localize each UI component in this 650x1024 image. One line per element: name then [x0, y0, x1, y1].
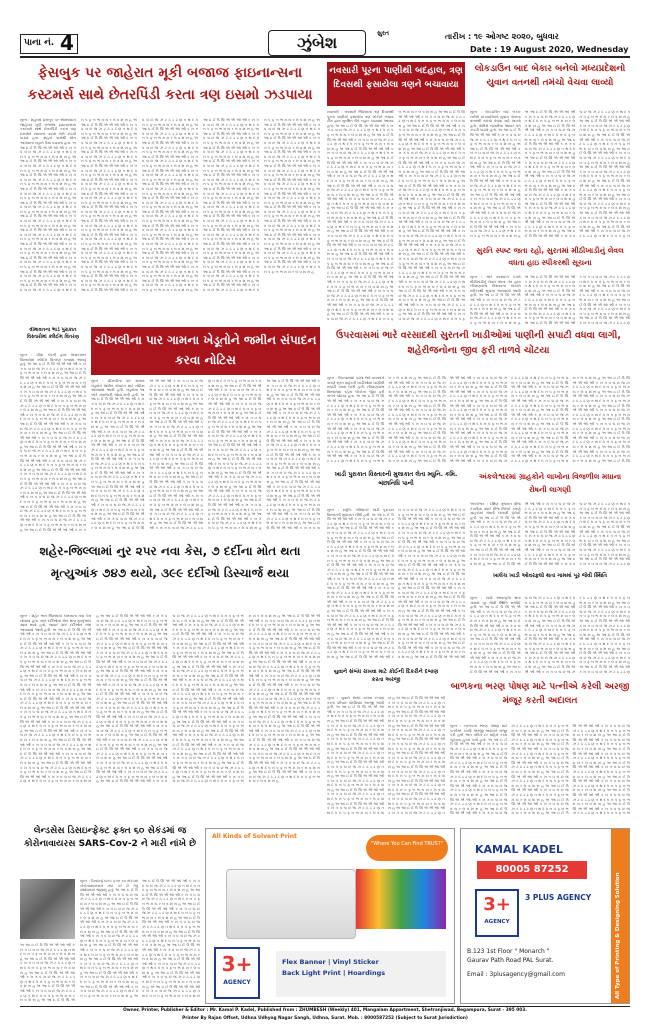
- paper-name: ઝુંબેશ: [296, 33, 338, 52]
- ad-3plus-agency[interactable]: [460, 828, 630, 1004]
- article-body-continued: [20, 943, 75, 1003]
- article-body: [470, 596, 630, 676]
- article-headline: બાળકના ભરણ પોષણ માટે પત્નીએ કરેલી અરજી મંજૂર કરતી અદાલત: [450, 682, 630, 706]
- article-headline: લેન્ડસેસ ડિસઇન્ફેક્ટ ફક્ત ૬૦ સેકંડમાં જ કોરોનાવાયરસ SARS-Cov-2 ને મારી નાંખે છે: [23, 826, 197, 849]
- article-headline: નવસારી પૂરના પાણીથી બદહાલ, ત્રણ દિવસથી ફસાયેલા ત્રણને બચાવાયા: [327, 62, 465, 106]
- ad-logo-sub: AGENCY: [223, 979, 251, 986]
- article-body: [91, 379, 320, 533]
- ad-top-text: All Kinds of Solvent Print: [212, 833, 297, 840]
- article-body: [20, 118, 320, 323]
- article-mithikhadi-warning: [470, 245, 630, 327]
- article-filler: અ આ ઇ ઈ ઉ ઊ એ ઐ ઓ ઔ ક ખ ગ ઘ ચ છ જ ઝ ટ ઠ ડ ઢ ણ ત થ દ ધ ન પ ફ બ ભ મ ય ર લ વ શ સ હ અ આ ઇ ઈ ઉ ઊ એ ઐ ઓ ઔ ક ખ ગ ઘ ચ છ જ ઝ ટ ઠ ડ ઢ ણ ત થ દ ધ ન પ ફ બ ભ મ ય ર લ વ શ સ હ અ આ ઇ ઈ ઉ ઊ એ ઐ ઓ ઔ ક ખ ગ ઘ ચ છ જ ઝ ટ ઠ ડ ઢ ણ ત થ દ ધ ન પ ફ બ ભ મ ય ર લ વ શ સ હ અ આ ઇ ઈ ઉ ઊ એ ઐ ઓ ઔ ક ખ ગ ઘ ચ છ જ ઝ ટ ઠ ડ ઢ ણ ત થ દ ધ ન પ ફ બ ભ મ ય ર લ વ શ સ હ અ આ ઇ ઈ ઉ ઊ એ ઐ ઓ ઔ ક ખ ગ ઘ ચ છ જ ઝ ટ ઠ ડ ઢ ણ ત થ દ ધ ન પ ફ બ ભ મ ય ર લ વ શ સ હ અ આ ઇ ઈ ઉ ઊ એ ઐ ઓ ઔ ક ખ ગ ઘ ચ છ જ ઝ ટ ઠ ડ ઢ ણ ત થ દ ધ ન પ ફ બ ભ મ ય ર લ વ શ સ હ અ આ ઇ ઈ ઉ ઊ એ ઐ ઓ ઔ ક ખ ગ ઘ ચ છ જ ઝ ટ ઠ ડ ઢ ણ ત થ દ ધ ન પ ફ બ ભ મ ય ર લ વ શ સ હ અ આ ઇ ઈ ઉ ઊ એ ઐ ઓ ઔ ક ખ ગ ઘ ચ છ જ ઝ ટ ઠ ડ ઢ ણ ત થ દ ધ ન પ ફ બ ભ મ ય ર લ વ શ સ હ અ આ ઇ ઈ ઉ ઊ એ ઐ ઓ ઔ ક ખ ગ ઘ ચ છ જ ઝ ટ ઠ ડ ઢ ણ ત થ દ ધ ન પ ફ બ ભ મ ય ર લ વ શ સ હ અ આ ઇ ઈ ઉ ઊ એ ઐ ઓ ઔ ક ખ ગ ઘ ચ છ જ ઝ ટ ઠ ડ ઢ ણ ત થ દ ધ ન પ ફ બ ભ મ ય ર લ વ શ સ હ અ આ ઇ ઈ ઉ ઊ એ ઐ ઓ ઔ ક ખ ગ ઘ ચ છ જ ઝ ટ ઠ ડ ઢ ણ ત થ દ ધ ન પ ફ બ ભ મ ય ર લ વ શ સ હ અ આ ઇ ઈ ઉ ઊ એ ઐ ઓ ઔ ક ખ ગ ઘ ચ છ જ ઝ ટ ઠ ડ ઢ ણ ત થ દ ધ ન પ ફ બ ભ મ ય ર લ વ શ સ હ અ આ ઇ ઈ ઉ ઊ એ ઐ ઓ ઔ ક ખ ગ ઘ ચ છ જ ઝ ટ ઠ ડ ઢ ણ ત થ દ ધ ન પ ફ બ ભ મ ય ર લ વ શ સ હ અ આ ઇ ઈ ઉ ઊ એ ઐ ઓ ઔ ક ખ ગ ઘ ચ છ જ ઝ ટ ઠ ડ ઢ ણ ત થ દ ધ ન પ ફ બ ભ મ ય ર લ વ શ સ હ અ આ ઇ ઈ ઉ ઊ એ ઐ ઓ ઔ ક ખ ગ: [20, 362, 86, 532]
- article-maintenance-order: [450, 680, 630, 822]
- article-ankleshwar-bills: [470, 470, 630, 570]
- article-body: [470, 275, 630, 327]
- article-headline: શહેર-જિલ્લામાં નુર ૨પર નવા કેસ, ૭ દર્દીના મોત થતા મૃત્યુઆંક ૭૪૭ થયો, ૩૯૯ દર્દીઓ ડિસ્ચાર્જ થયા: [39, 544, 301, 580]
- ad-logo: [475, 889, 519, 937]
- article-filler: અ આ ઇ ઈ ઉ ઊ એ ઐ ઓ ઔ ક ખ ગ ઘ ચ છ જ ઝ ટ ઠ ડ ઢ ણ ત થ દ ધ ન પ ફ બ ભ મ ય ર લ વ શ સ હ અ આ ઇ ઈ ઉ ઊ એ ઐ ઓ ઔ ક ખ ગ ઘ ચ છ જ ઝ ટ ઠ ડ ઢ ણ ત થ દ ધ ન પ ફ બ ભ મ ય ર લ વ શ સ હ અ આ ઇ ઈ ઉ ઊ એ ઐ ઓ ઔ ક ખ ગ ઘ ચ છ જ ઝ ટ ઠ ડ ઢ ણ ત થ દ ધ ન પ ફ બ ભ મ ય ર લ વ શ સ હ અ આ ઇ ઈ ઉ ઊ એ ઐ ઓ ઔ ક ખ ગ ઘ ચ છ જ ઝ ટ ઠ ડ ઢ ણ ત થ દ ધ ન પ ફ બ ભ મ ય ર લ વ શ સ હ અ આ ઇ ઈ ઉ ઊ એ ઐ ઓ ઔ ક ખ ગ ઘ ચ છ જ ઝ ટ ઠ ડ ઢ ણ ત થ દ ધ ન પ ફ બ ભ મ ય ર લ વ શ સ હ અ આ ઇ ઈ ઉ ઊ એ ઐ ઓ ઔ ક ખ ગ ઘ ચ છ જ ઝ ટ ઠ ડ ઢ ણ ત થ દ ધ ન પ ફ બ ભ મ ય ર લ વ શ સ હ અ આ ઇ ઈ ઉ ઊ એ ઐ ઓ ઔ ક ખ ગ ઘ ચ છ જ ઝ ટ ઠ ડ ઢ ણ ત થ દ ધ ન પ ફ બ ભ મ ય ર લ વ શ સ હ અ આ ઇ ઈ ઉ ઊ એ ઐ ઓ ઔ ક ખ ગ ઘ ચ છ જ ઝ ટ ઠ ડ ઢ ણ ત થ દ ધ ન પ ફ બ ભ મ ય ર લ વ શ સ હ અ આ ઇ ઈ ઉ ઊ એ ઐ ઓ ઔ ક ખ ગ ઘ ચ છ જ ઝ ટ ઠ ડ ઢ ણ ત થ દ ધ ન પ ફ બ ભ મ ય ર લ વ શ સ હ અ આ ઇ ઈ ઉ ઊ એ ઐ ઓ ઔ ક ખ ગ ઘ ચ છ જ ઝ ટ ઠ ડ ઢ ણ ત થ દ ધ ન પ ફ બ ભ મ ય ર લ વ શ સ હ અ આ ઇ ઈ ઉ ઊ એ ઐ ઓ ઔ ક ખ ગ ઘ ચ છ જ ઝ ટ ઠ ડ ઢ ણ ત થ દ ધ ન પ ફ બ ભ મ ય ર લ વ શ સ હ અ આ ઇ ઈ ઉ ઊ એ ઐ ઓ ઔ ક ખ ગ ઘ ચ છ જ ઝ ટ ઠ ડ ઢ ણ ત થ દ ધ ન પ ફ બ ભ મ ય ર લ વ શ સ હ અ આ ઇ ઈ ઉ ઊ એ ઐ ઓ ઔ ક ખ ગ ઘ ચ છ જ ઝ ટ ઠ ડ ઢ ણ ત થ દ ધ ન પ ફ બ ભ મ ય ર લ વ શ સ હ અ આ ઇ ઈ ઉ ઊ એ ઐ ઓ ઔ ક ખ ગ ઘ ચ છ જ ઝ ટ ઠ ડ ઢ ણ ત થ દ ધ ન પ ફ બ ભ મ ય ર લ વ શ સ હ અ આ ઇ ઈ ઉ ઊ એ ઐ ઓ ઔ ક ખ ગ ઘ ચ છ જ ઝ ટ ઠ ડ ઢ ણ: [470, 596, 630, 674]
- ad-logo-text: 3+: [483, 894, 511, 915]
- article-body: [327, 696, 445, 820]
- article-headline: વીમાવતના ભાડે પુરાકાત વિસ્તારોમાં ક્લેઈમ વિતરણ: [26, 327, 80, 340]
- article-lead: સુરત : બાળકના ભરણ પોષણ માટે પત્નીએ કરેલી અરજી અદાલતે મંજૂર કરી હતી અને પતિને દર મહિને રકમ ચૂકવવા હુકમ કર્યો હતો.: [450, 724, 508, 742]
- article-filler: અ આ ઇ ઈ ઉ ઊ એ ઐ ઓ ઔ ક ખ ગ ઘ ચ છ જ ઝ ટ ઠ ડ ઢ ણ ત થ દ ધ ન પ ફ બ ભ મ ય ર લ વ શ સ હ અ આ ઇ ઈ ઉ ઊ એ ઐ ઓ ઔ ક ખ ગ ઘ ચ છ જ ઝ ટ ઠ ડ ઢ ણ ત થ દ ધ ન પ ફ બ ભ મ ય ર લ વ શ સ હ અ આ ઇ ઈ ઉ ઊ એ ઐ ઓ ઔ ક ખ ગ ઘ ચ છ જ ઝ ટ ઠ ડ ઢ ણ ત થ દ ધ ન પ ફ બ ભ મ ય ર લ વ શ સ હ અ આ ઇ ઈ ઉ ઊ એ ઐ ઓ ઔ ક ખ ગ ઘ ચ છ જ ઝ ટ ઠ ડ ઢ ણ ત થ દ ધ ન પ ફ બ ભ મ ય ર લ વ શ સ હ અ આ ઇ ઈ ઉ ઊ એ ઐ ઓ ઔ ક ખ ગ ઘ ચ છ જ ઝ ટ ઠ ડ ઢ ણ ત થ દ ધ ન પ ફ બ ભ મ ય ર લ વ શ સ હ અ આ ઇ ઈ ઉ ઊ એ ઐ ઓ ઔ ક ખ ગ ઘ ચ છ જ ઝ ટ ઠ ડ ઢ ણ ત થ દ ધ ન પ ફ બ ભ મ ય ર લ વ શ સ હ અ આ ઇ ઈ ઉ ઊ એ ઐ ઓ ઔ ક ખ ગ ઘ ચ છ જ ઝ ટ ઠ ડ ઢ ણ ત થ દ ધ ન પ ફ બ ભ મ ય ર લ વ શ સ હ અ આ ઇ ઈ ઉ ઊ એ ઐ ઓ ઔ ક ખ ગ ઘ ચ છ જ ઝ ટ ઠ ડ ઢ ણ ત થ દ ધ ન પ ફ બ ભ મ ય ર લ વ શ સ હ અ આ ઇ ઈ ઉ ઊ એ ઐ ઓ ઔ ક ખ ગ ઘ ચ છ જ ઝ ટ ઠ ડ ઢ ણ ત થ દ ધ ન પ ફ બ ભ મ ય ર લ વ શ સ હ અ આ ઇ ઈ ઉ ઊ એ ઐ ઓ ઔ ક ખ ગ ઘ ચ છ જ ઝ ટ ઠ ડ ઢ ણ ત થ દ ધ ન પ ફ બ ભ મ ય ર લ વ શ સ હ અ આ ઇ ઈ ઉ ઊ એ ઐ ઓ ઔ ક ખ ગ ઘ ચ છ જ ઝ ટ ઠ ડ ઢ ણ ત થ દ ધ ન પ ફ બ ભ મ ય ર લ વ શ સ હ અ આ ઇ ઈ ઉ ઊ એ ઐ ઓ ઔ ક ખ ગ ઘ ચ છ જ ઝ ટ ઠ ડ ઢ ણ ત થ દ ધ ન પ ફ બ ભ મ ય ર લ વ શ સ હ અ આ ઇ ઈ ઉ ઊ એ ઐ ઓ ઔ ક ખ ગ ઘ ચ છ જ ઝ ટ ઠ ડ ઢ ણ ત થ દ ધ ન પ ફ બ ભ મ ય ર લ વ શ સ હ અ આ ઇ ઈ ઉ ઊ એ ઐ ઓ ઔ ક ખ ગ ઘ ચ છ જ ઝ ટ ઠ ડ ઢ ણ ત થ દ ધ ન પ ફ બ ભ મ ય ર લ વ શ સ હ અ આ ઇ ઈ ઉ ઊ એ ઐ ઓ ઔ ક ખ ગ ઘ ચ છ જ ઝ ટ ઠ ડ ઢ ણ ત થ દ ધ ન પ ફ બ ભ મ ય ર લ વ શ સ હ અ આ ઇ ઈ ઉ ઊ એ ઐ ઓ ઔ ક ખ ગ ઘ ચ છ જ ઝ ટ ઠ ડ ઢ ણ ત થ દ ધ ન પ ફ બ ભ મ ય ર લ વ શ સ હ અ આ ઇ ઈ ઉ ઊ એ ઐ ઓ ઔ ક ખ ગ ઘ ચ છ જ ઝ ટ ઠ ડ ઢ ણ ત થ દ ધ ન પ ફ બ ભ મ ય ર લ વ શ સ હ અ આ ઇ ઈ ઉ ઊ એ ઐ ઓ ઔ ક ખ ગ ઘ ચ છ જ ઝ ટ ઠ ડ ઢ ણ ત થ દ ધ ન પ ફ બ ભ મ ય ર લ વ શ સ હ અ આ ઇ ઈ ઉ ઊ એ ઐ ઓ ઔ ક ખ ગ ઘ ચ છ જ ઝ ટ ઠ ડ ઢ ણ ત થ દ ધ ન પ ફ બ ભ મ ય ર લ વ શ સ હ અ આ ઇ ઈ ઉ ઊ એ ઐ ઓ ઔ ક ખ ગ ઘ ચ છ જ ઝ ટ ઠ ડ ઢ ણ ત થ દ ધ ન પ ફ બ ભ મ ય ર લ વ શ સ હ અ આ ઇ ઈ ઉ ઊ એ ઐ ઓ ઔ ક ખ ગ ઘ ચ છ જ ઝ ટ ઠ ડ ઢ ણ ત થ દ ધ ન પ ફ બ ભ મ ય ર લ વ શ સ હ અ આ ઇ ઈ ઉ ઊ એ ઐ ઓ ઔ ક ખ ગ ઘ ચ છ જ ઝ ટ ઠ ડ ઢ ણ ત થ દ ધ ન પ ફ બ ભ મ ય ર લ વ શ સ હ અ આ ઇ ઈ ઉ ઊ એ ઐ ઓ ઔ ક ખ ગ ઘ ચ છ જ ઝ ટ ઠ ડ ઢ ણ ત થ દ ધ ન પ ફ બ ભ મ ય ર લ વ શ સ હ અ આ ઇ ઈ ઉ ઊ એ ઐ ઓ ઔ ક ખ ગ ઘ ચ છ જ ઝ ટ ઠ ડ ઢ ણ ત થ દ ધ ન પ ફ બ ભ મ ય ર લ વ શ સ હ અ આ ઇ ઈ ઉ ઊ એ ઐ ઓ ઔ ક ખ ગ ઘ ચ છ જ ઝ ટ ઠ ડ ઢ ણ ત થ દ ધ ન પ ફ બ ભ મ ય ર લ વ શ સ હ અ આ ઇ ઈ ઉ ઊ એ ઐ ઓ ઔ ક ખ ગ ઘ ચ છ જ ઝ ટ ઠ ડ ઢ ણ ત થ દ ધ ન પ ફ બ ભ મ ય ર લ વ શ સ હ અ આ ઇ ઈ ઉ ઊ એ ઐ ઓ ઔ ક ખ ગ ઘ ચ છ જ ઝ ટ ઠ ડ ઢ ણ ત થ દ ધ ન પ ફ બ ભ મ ય ર લ વ શ સ હ અ આ ઇ ઈ ઉ ઊ એ ઐ ઓ ઔ ક ખ ગ ઘ ચ છ જ ઝ ટ ઠ ડ ઢ ણ ત થ દ ધ ન પ ફ બ ભ મ ય ર લ વ શ સ હ અ આ ઇ ઈ ઉ ઊ એ ઐ ઓ ઔ ક ખ ગ ઘ ચ છ જ ઝ ટ ઠ ડ ઢ ણ ત થ દ ધ ન પ ફ બ ભ મ ય ર લ વ શ સ હ અ આ ઇ ઈ ઉ ઊ એ ઐ ઓ ઔ ક ખ ગ ઘ ચ છ જ ઝ ટ ઠ ડ ઢ ણ ત થ દ ધ ન પ ફ બ ભ મ ય ર લ વ શ સ હ અ આ ઇ ઈ ઉ ઊ એ ઐ ઓ ઔ ક ખ ગ ઘ ચ છ જ ઝ ટ ઠ ડ ઢ ણ ત થ દ ધ ન પ ફ બ ભ મ ય ર લ વ શ સ હ અ આ ઇ ઈ ઉ ઊ એ ઐ ઓ ઔ ક ખ ગ ઘ ચ છ જ ઝ ટ ઠ ડ ઢ ણ ત થ દ ધ ન પ ફ બ ભ મ ય ર લ વ શ સ હ અ આ ઇ ઈ ઉ ઊ એ ઐ ઓ ઔ ક ખ ગ ઘ ચ છ જ ઝ ટ ઠ ડ ઢ ણ ત થ દ ધ ન પ ફ બ ભ મ ય ર લ વ શ સ હ અ આ ઇ ઈ ઉ ઊ એ ઐ ઓ ઔ ક ખ ગ ઘ ચ છ જ ઝ ટ ઠ ડ ઢ ણ ત થ દ ધ ન પ ફ બ ભ મ ય ર લ વ શ સ હ અ આ ઇ ઈ ઉ ઊ એ ઐ ઓ ઔ ક ખ ગ ઘ ચ છ જ ઝ ટ ઠ ડ ઢ ણ ત થ દ ધ ન પ ફ બ ભ મ ય ર લ વ શ સ હ અ આ ઇ ઈ ઉ ઊ એ ઐ ઓ ઔ ક ખ ગ ઘ ચ છ જ ઝ ટ ઠ ડ ઢ ણ ત થ દ ધ ન પ ફ બ ભ મ ય ર લ વ શ સ હ અ આ ઇ ઈ ઉ ઊ એ ઐ ઓ ઔ ક ખ ગ ઘ ચ છ જ ઝ ટ ઠ ડ ઢ ણ ત થ દ ધ ન પ ફ બ ભ મ ય ર લ વ શ સ હ અ આ ઇ ઈ ઉ ઊ એ ઐ ઓ ઔ ક ખ ગ ઘ ચ છ જ ઝ ટ ઠ ડ ઢ ણ ત થ દ ધ ન પ ફ બ ભ મ ય ર લ વ શ સ હ અ આ ઇ ઈ ઉ ઊ એ ઐ ઓ ઔ ક ખ ગ ઘ ચ છ જ ઝ ટ ઠ ડ ઢ ણ ત થ દ ધ ન પ ફ બ ભ મ ય ર લ વ શ સ હ અ આ ઇ ઈ ઉ ઊ એ ઐ ઓ ઔ ક ખ ગ ઘ ચ છ જ ઝ ટ ઠ ડ ઢ ણ ત થ દ ધ ન પ ફ બ ભ મ ય ર લ વ શ સ હ અ આ ઇ ઈ ઉ ઊ એ ઐ ઓ ઔ ક ખ ગ ઘ ચ: [91, 379, 320, 530]
- article-lead: સુરત : ઉપરવાસમાં પડેલા ભારે વરસાદને કારણે સુરત શહેરની ખાડીઓમાં પાણીની સપાટી વધવા લાગી હતી. નીચાણવાળા વિસ્તારોમાં રહેતા લોકોના જીવ ફરી તાળવે ચોંટયા હતા.: [327, 376, 385, 399]
- date-english: Date : 19 August 2020, Wednesday: [470, 45, 629, 54]
- article-filler: અ આ ઇ ઈ ઉ ઊ એ ઐ ઓ ઔ ક ખ ગ ઘ ચ છ જ ઝ ટ ઠ ડ ઢ ણ ત થ દ ધ ન પ ફ બ ભ મ ય ર લ વ શ સ હ અ આ ઇ ઈ ઉ ઊ એ ઐ ઓ ઔ ક ખ ગ ઘ ચ છ જ ઝ ટ ઠ ડ ઢ ણ ત થ દ ધ ન પ ફ બ ભ મ ય ર લ વ શ સ હ અ આ ઇ ઈ ઉ ઊ એ ઐ ઓ ઔ ક ખ ગ ઘ ચ છ જ ઝ ટ ઠ ડ ઢ ણ ત થ દ ધ ન પ ફ બ ભ મ ય ર લ વ શ સ હ અ આ ઇ ઈ ઉ ઊ એ ઐ ઓ ઔ ક ખ ગ ઘ ચ છ જ ઝ ટ ઠ ડ ઢ ણ ત થ દ ધ ન પ ફ બ ભ મ ય ર લ વ શ સ હ અ આ ઇ ઈ ઉ ઊ એ ઐ ઓ ઔ ક ખ ગ ઘ ચ છ જ ઝ ટ ઠ ડ ઢ ણ ત થ દ ધ ન પ ફ બ ભ મ ય ર લ વ શ સ હ અ આ ઇ ઈ ઉ ઊ એ ઐ ઓ ઔ ક ખ ગ ઘ ચ છ જ ઝ ટ ઠ ડ ઢ ણ ત થ દ ધ ન પ ફ બ ભ મ ય ર લ વ શ સ હ અ આ ઇ ઈ ઉ ઊ એ ઐ ઓ ઔ ક ખ ગ ઘ ચ છ જ ઝ ટ ઠ ડ ઢ ણ ત થ દ ધ ન પ ફ બ ભ મ ય ર લ વ શ સ હ અ આ ઇ ઈ ઉ ઊ એ ઐ ઓ ઔ ક ખ ગ ઘ ચ છ જ ઝ ટ ઠ ડ ઢ ણ ત થ દ ધ ન પ ફ બ ભ મ ય ર લ વ શ સ હ અ આ ઇ ઈ ઉ ઊ એ ઐ ઓ ઔ ક ખ ગ ઘ ચ છ જ ઝ ટ ઠ ડ ઢ ણ ત થ દ ધ ન પ ફ બ ભ મ ય ર લ વ શ સ હ અ આ ઇ ઈ ઉ ઊ એ ઐ ઓ ઔ ક ખ ગ ઘ ચ છ જ ઝ ટ ઠ ડ ઢ ણ ત થ દ ધ ન પ ફ બ ભ મ ય ર લ વ શ સ હ અ આ ઇ ઈ ઉ ઊ એ ઐ ઓ ઔ ક ખ ગ ઘ ચ છ જ ઝ ટ ઠ ડ ઢ ણ ત થ દ ધ ન પ ફ બ ભ મ ય ર લ વ શ સ હ અ આ ઇ ઈ ઉ ઊ એ ઐ ઓ ઔ ક ખ ગ ઘ ચ છ જ ઝ ટ ઠ ડ ઢ ણ ત થ દ ધ ન પ ફ બ ભ મ ય ર લ વ શ સ હ અ આ ઇ ઈ ઉ ઊ એ ઐ ઓ ઔ ક ખ ગ ઘ ચ છ જ ઝ ટ ઠ ડ ઢ ણ ત થ દ ધ ન પ ફ બ ભ મ ય ર લ વ શ સ હ અ આ ઇ ઈ ઉ ઊ એ ઐ ઓ ઔ ક ખ ગ ઘ ચ છ જ ઝ ટ ઠ ડ ઢ ણ ત થ દ ધ ન પ ફ બ ભ મ ય ર લ વ શ સ હ અ આ ઇ ઈ ઉ ઊ એ ઐ ઓ ઔ ક ખ ગ ઘ ચ છ જ ઝ ટ ઠ ડ ઢ ણ ત થ દ ધ ન પ ફ બ ભ મ ય ર લ વ શ સ હ અ આ ઇ ઈ ઉ ઊ એ ઐ ઓ ઔ ક ખ ગ ઘ ચ છ જ ઝ ટ ઠ ડ ઢ ણ ત થ દ ધ ન પ ફ બ ભ મ ય ર લ વ શ સ હ અ આ ઇ ઈ ઉ ઊ એ ઐ ઓ ઔ ક ખ ગ ઘ ચ છ જ ઝ ટ ઠ ડ ઢ ણ ત થ દ ધ ન પ ફ બ ભ મ ય ર લ વ શ સ: [80, 879, 200, 998]
- footer-line-1: Owner, Printer, Publisher & Editor : Mr. Kamal P. Kadel, Published from : ZHUMBESH (Weekly) 401, Mangalam Appartment, Shetranjiwad, Begampura, Surat - 395 003.: [123, 1008, 527, 1013]
- ad-logo: [214, 947, 260, 999]
- date-gujarati: તારીખ : ૧૯ ઓગષ્ટ ૨૦૨૦, બુધવાર: [445, 32, 559, 41]
- ad-solvent-print[interactable]: [205, 828, 455, 1004]
- article-filler: અ આ ઇ ઈ ઉ ઊ એ ઐ ઓ ઔ ક ખ ગ ઘ ચ છ જ ઝ ટ ઠ ડ ઢ ણ ત થ દ ધ ન પ ફ બ ભ મ ય ર લ વ શ સ હ અ આ ઇ ઈ ઉ ઊ એ ઐ ઓ ઔ ક ખ ગ ઘ ચ છ જ ઝ ટ ઠ ડ ઢ ણ ત થ દ ધ ન પ ફ બ ભ મ ય ર લ વ શ સ હ અ આ ઇ ઈ ઉ ઊ એ ઐ ઓ ઔ ક ખ ગ ઘ ચ છ જ ઝ ટ ઠ ડ ઢ ણ ત થ દ ધ ન પ ફ બ ભ મ ય ર લ વ શ સ હ અ આ ઇ ઈ ઉ ઊ એ ઐ ઓ ઔ ક ખ ગ ઘ ચ છ જ ઝ ટ ઠ ડ ઢ ણ ત થ દ ધ ન પ ફ બ ભ મ ય ર લ વ શ સ હ અ આ ઇ ઈ ઉ ઊ એ ઐ ઓ ઔ ક ખ ગ ઘ ચ છ જ ઝ ટ ઠ ડ ઢ ણ ત થ દ ધ ન પ ફ બ ભ મ ય ર લ વ શ સ હ અ આ ઇ ઈ ઉ ઊ એ ઐ ઓ ઔ ક ખ ગ ઘ ચ છ જ ઝ ટ ઠ ડ ઢ ણ ત થ દ ધ ન પ ફ બ ભ મ ય ર લ વ શ સ હ અ આ ઇ ઈ ઉ ઊ એ ઐ ઓ ઔ ક ખ ગ ઘ ચ છ જ ઝ ટ ઠ ડ ઢ ણ ત થ દ ધ ન પ ફ બ ભ મ ય ર લ વ શ સ હ અ આ ઇ ઈ ઉ ઊ એ ઐ ઓ ઔ ક ખ ગ ઘ ચ છ જ ઝ ટ ઠ ડ ઢ ણ ત થ દ ધ ન પ ફ બ ભ મ ય ર લ વ શ સ હ અ આ ઇ ઈ ઉ ઊ એ ઐ ઓ ઔ ક ખ ગ ઘ ચ છ જ ઝ ટ ઠ ડ ઢ ણ ત થ દ ધ ન પ ફ બ ભ મ ય ર લ વ શ સ હ અ આ ઇ ઈ ઉ ઊ એ ઐ ઓ ઔ ક ખ ગ ઘ ચ છ જ ઝ ટ ઠ ડ ઢ ણ ત થ દ ધ ન પ ફ બ ભ મ ય ર લ વ શ સ હ અ આ ઇ ઈ ઉ ઊ એ ઐ ઓ ઔ ક ખ ગ ઘ ચ છ જ ઝ ટ ઠ ડ ઢ ણ ત થ દ ધ ન પ ફ બ ભ મ ય ર લ વ શ સ હ અ આ ઇ ઈ ઉ ઊ એ ઐ ઓ ઔ ક ખ ગ ઘ ચ છ જ ઝ ટ ઠ ડ ઢ ણ ત થ દ ધ ન પ ફ બ ભ મ ય ર લ વ શ સ હ અ આ ઇ ઈ ઉ ઊ એ ઐ ઓ ઔ ક ખ ગ ઘ ચ છ જ ઝ ટ ઠ ડ ઢ ણ ત થ દ ધ ન પ ફ બ ભ મ ય ર લ વ શ સ હ અ આ ઇ ઈ ઉ ઊ એ ઐ ઓ ઔ ક ખ ગ ઘ ચ છ જ ઝ ટ ઠ ડ ઢ ણ ત થ દ ધ ન પ ફ બ ભ મ ય ર લ વ શ સ હ અ આ ઇ ઈ ઉ ઊ એ ઐ ઓ ઔ ક ખ ગ ઘ ચ છ જ ઝ ટ ઠ ડ ઢ ણ ત થ દ ધ ન પ ફ બ ભ મ ય ર લ વ શ સ હ અ આ ઇ ઈ ઉ ઊ એ ઐ ઓ ઔ ક ખ ગ ઘ ચ છ જ ઝ ટ ઠ ડ ઢ ણ ત થ દ ધ ન પ ફ બ ભ મ ય ર લ વ શ સ હ અ આ ઇ ઈ ઉ ઊ એ ઐ ઓ ઔ ક ખ ગ ઘ ચ છ જ ઝ ટ ઠ ડ ઢ ણ ત થ દ ધ ન પ ફ બ ભ મ ય ર લ વ શ સ હ અ આ ઇ ઈ ઉ ઊ એ ઐ ઓ ઔ ક ખ ગ ઘ ચ છ જ ઝ ટ ઠ ડ ઢ ણ ત થ દ ધ ન પ ફ બ ભ મ ય ર લ વ શ સ હ અ આ ઇ ઈ ઉ ઊ એ ઐ ઓ ઔ ક ખ ગ ઘ ચ છ જ ઝ ટ ઠ ડ ઢ ણ ત થ દ ધ ન પ ફ બ ભ મ ય ર લ વ શ સ હ અ આ ઇ ઈ ઉ ઊ એ ઐ ઓ ઔ ક ખ ગ ઘ ચ છ જ ઝ ટ ઠ ડ ઢ ણ ત થ દ ધ ન પ ફ બ ભ મ ય ર લ વ શ સ હ અ આ ઇ ઈ ઉ ઊ એ ઐ ઓ ઔ ક ખ ગ ઘ ચ છ જ ઝ ટ ઠ ડ ઢ ણ ત થ દ ધ ન પ ફ બ ભ મ ય ર લ વ શ સ હ અ આ ઇ ઈ ઉ ઊ એ ઐ ઓ ઔ ક ખ ગ ઘ ચ છ જ ઝ ટ ઠ ડ ઢ ણ ત થ દ ધ ન પ ફ બ ભ મ ય ર લ વ શ સ હ અ આ ઇ ઈ ઉ ઊ એ ઐ ઓ ઔ ક ખ ગ ઘ ચ છ જ ઝ ટ ઠ ડ ઢ ણ ત થ દ ધ ન પ ફ બ ભ મ ય ર લ વ શ સ હ અ આ ઇ ઈ ઉ ઊ એ ઐ ઓ ઔ ક ખ ગ ઘ ચ છ જ ઝ ટ ઠ ડ ઢ ણ ત થ દ ધ ન પ ફ બ ભ મ ય ર લ વ શ સ હ અ આ ઇ ઈ ઉ ઊ એ ઐ ઓ ઔ ક ખ ગ ઘ ચ છ જ ઝ ટ ઠ ડ ઢ ણ ત થ દ ધ ન પ ફ બ ભ મ ય ર લ વ શ સ હ અ આ ઇ ઈ ઉ ઊ એ ઐ ઓ ઔ: [327, 508, 465, 659]
- article-headline: યુવાને સંબંધ રાખવા માટે કોઈની દિકરીને દબાણ કરતા અરજી: [333, 669, 439, 683]
- footer-line-2: Printer By Rajan Offset, Udhna Udhyog Nagar Sangh, Udhna, Surat. Mob. : 8000587252 (Subject to Surat Jurisdiction): [182, 1016, 468, 1021]
- article-lead: સુરત : મ્યુનિ. કમિશનરે ખાડી પુરાકાત વિસ્તારની મુલાકાત લીધી હતી.: [327, 508, 394, 517]
- article-lead: સુરત : યુવાને સંબંધ રાખવા દબાણ કરતા પરિવારે પોલીસમાં અરજી આપી હતી.: [327, 696, 384, 710]
- article-surat-creeks: [327, 328, 630, 468]
- ad-badge: "Where You Can Find TRUST": [366, 835, 448, 861]
- article-filler: અ આ ઇ ઈ ઉ ઊ એ ઐ ઓ ઔ ક ખ ગ ઘ ચ છ જ ઝ ટ ઠ ડ ઢ ણ ત થ દ ધ ન પ ફ બ ભ મ ય ર લ વ શ સ હ અ આ ઇ ઈ ઉ ઊ એ ઐ ઓ ઔ ક ખ ગ ઘ ચ છ જ ઝ ટ ઠ ડ ઢ ણ ત થ દ ધ ન પ ફ બ ભ મ ય ર લ વ શ સ હ અ આ ઇ ઈ ઉ ઊ એ ઐ ઓ ઔ ક ખ ગ ઘ ચ છ જ ઝ ટ ઠ ડ ઢ ણ ત થ દ ધ ન પ ફ બ ભ મ ય ર લ વ શ સ હ અ આ ઇ ઈ ઉ ઊ એ ઐ ઓ ઔ ક ખ ગ ઘ ચ છ જ ઝ ટ ઠ ડ ઢ ણ ત થ દ ધ ન પ ફ બ ભ મ ય ર લ વ શ સ હ અ આ ઇ ઈ ઉ ઊ એ ઐ ઓ ઔ ક ખ ગ ઘ ચ છ જ ઝ ટ ઠ ડ ઢ ણ ત થ દ ધ ન પ ફ બ ભ મ ય ર લ વ શ સ હ અ આ ઇ ઈ ઉ ઊ એ ઐ ઓ ઔ ક ખ ગ ઘ ચ છ જ ઝ ટ ઠ ડ ઢ ણ ત થ દ ધ ન પ ફ બ ભ મ ય ર લ વ શ સ હ અ આ ઇ ઈ ઉ ઊ એ ઐ ઓ ઔ ક ખ ગ ઘ ચ છ જ ઝ ટ ઠ ડ ઢ ણ ત થ દ ધ ન પ ફ બ ભ મ ય ર લ વ શ સ હ અ આ ઇ ઈ ઉ ઊ એ ઐ ઓ ઔ ક ખ ગ ઘ ચ છ જ ઝ ટ ઠ ડ ઢ ણ ત થ દ ધ ન પ ફ બ ભ મ ય ર લ વ શ સ હ અ આ ઇ ઈ ઉ ઊ એ ઐ ઓ ઔ ક ખ ગ ઘ ચ છ જ ઝ ટ ઠ ડ ઢ ણ ત થ દ ધ ન પ ફ બ ભ મ ય ર લ વ શ સ હ અ આ ઇ ઈ ઉ ઊ એ ઐ ઓ ઔ ક ખ ગ ઘ ચ છ જ ઝ ટ ઠ ડ ઢ ણ ત થ દ ધ ન પ ફ બ ભ મ ય ર લ વ શ સ હ અ આ ઇ ઈ ઉ ઊ એ ઐ ઓ ઔ ક ખ ગ ઘ ચ છ જ ઝ ટ ઠ ડ ઢ ણ ત થ દ ધ ન પ ફ બ ભ મ ય ર લ વ શ સ હ અ આ ઇ ઈ ઉ ઊ એ ઐ ઓ ઔ ક ખ ગ ઘ ચ છ જ ઝ ટ ઠ ડ ઢ ણ: [470, 502, 630, 566]
- article-lead: સુરત : ખાડી ઓવરફ્લો થતા ગામમાં પૂર જેવી સ્થિતિ સર્જાઈ હતી.: [470, 596, 521, 610]
- article-headline: ઉપરવાસમાં ભારે વરસાદથી સુરતની ખાડીઓમાં પાણીની સપાટી વધવા લાગી, શહેરીજનોના જીવ ફરી તાળવે ચોંટયા: [336, 330, 621, 356]
- article-filler: અ આ ઇ ઈ ઉ ઊ એ ઐ ઓ ઔ ક ખ ગ ઘ ચ છ જ ઝ ટ ઠ ડ ઢ ણ ત થ દ ધ ન પ ફ બ ભ મ ય ર લ વ શ સ હ અ આ ઇ ઈ ઉ ઊ એ ઐ ઓ ઔ ક ખ ગ ઘ ચ છ જ ઝ ટ ઠ ડ ઢ ણ ત થ દ ધ ન પ ફ બ ભ મ ય ર લ વ શ સ હ અ આ ઇ ઈ ઉ ઊ એ ઐ ઓ ઔ ક ખ ગ ઘ ચ છ જ ઝ ટ ઠ ડ ઢ ણ ત થ દ ધ ન પ ફ બ ભ મ ય ર લ વ શ સ હ અ આ ઇ ઈ ઉ ઊ એ ઐ ઓ ઔ ક ખ ગ ઘ ચ છ જ ઝ ટ ઠ ડ ઢ ણ ત થ દ ધ ન પ ફ બ ભ મ ય ર લ વ શ સ હ અ આ ઇ ઈ ઉ ઊ એ ઐ ઓ ઔ ક ખ ગ ઘ ચ છ જ ઝ ટ ઠ ડ ઢ ણ ત થ દ ધ ન પ ફ બ ભ મ ય ર લ વ શ સ હ અ આ ઇ ઈ ઉ ઊ એ ઐ ઓ ઔ ક ખ ગ ઘ ચ છ જ ઝ ટ ઠ ડ ઢ ણ ત થ દ ધ ન પ ફ બ ભ મ ય ર લ વ શ સ હ અ આ ઇ ઈ ઉ ઊ એ ઐ ઓ ઔ ક ખ ગ ઘ ચ છ જ ઝ ટ ઠ ડ ઢ ણ ત થ દ ધ ન પ ફ બ ભ મ ય ર લ વ શ સ હ અ આ ઇ ઈ ઉ ઊ એ ઐ ઓ ઔ ક ખ ગ ઘ ચ છ જ ઝ ટ ઠ ડ ઢ ણ ત થ દ ધ ન પ ફ બ ભ મ ય ર લ વ શ સ હ અ આ ઇ ઈ ઉ ઊ એ ઐ ઓ ઔ ક ખ ગ ઘ ચ છ જ ઝ ટ ઠ ડ ઢ ણ ત થ દ ધ ન પ ફ બ ભ મ ય ર લ વ શ સ હ અ આ ઇ ઈ ઉ ઊ એ ઐ ઓ ઔ ક ખ ગ ઘ ચ છ જ ઝ ટ ઠ ડ ઢ ણ ત થ દ ધ ન પ ફ બ ભ મ ય ર લ વ શ સ હ અ આ ઇ ઈ ઉ ઊ એ ઐ ઓ ઔ ક ખ ગ ઘ ચ છ જ ઝ ટ ઠ ડ ઢ ણ ત થ દ ધ ન પ ફ બ ભ મ ય ર લ વ શ સ હ અ આ ઇ ઈ ઉ ઊ એ ઐ ઓ ઔ ક ખ ગ ઘ ચ છ જ ઝ ટ ઠ ડ ઢ ણ ત થ દ ધ ન પ ફ બ ભ મ ય ર લ વ શ સ હ અ આ ઇ ઈ ઉ ઊ એ ઐ ઓ ઔ ક ખ ગ ઘ ચ છ જ ઝ ટ ઠ ડ ઢ ણ ત થ દ ધ ન પ ફ બ ભ મ ય ર લ વ શ સ હ અ આ ઇ ઈ ઉ ઊ એ ઐ ઓ ઔ ક ખ ગ ઘ ચ છ જ ઝ ટ ઠ ડ ઢ ણ ત થ દ ધ ન પ ફ બ ભ મ ય ર લ વ શ સ હ અ આ ઇ ઈ ઉ ઊ એ ઐ ઓ ઔ ક ખ ગ ઘ ચ છ જ ઝ ટ ઠ ડ ઢ ણ ત થ દ ધ ન પ ફ બ ભ મ ય ર લ વ શ સ હ અ આ ઇ ઈ ઉ ઊ એ ઐ ઓ ઔ ક ખ ગ ઘ ચ છ જ ઝ ટ ઠ ડ ઢ ણ ત થ દ ધ ન પ ફ બ ભ મ ય ર લ વ શ સ હ અ આ ઇ ઈ ઉ ઊ એ ઐ ઓ ઔ ક ખ ગ ઘ ચ છ જ ઝ ટ ઠ ડ ઢ ણ ત થ દ ધ ન પ ફ બ ભ મ ય ર લ વ શ સ હ અ આ ઇ ઈ ઉ ઊ એ ઐ ઓ ઔ ક ખ ગ ઘ ચ છ જ ઝ ટ ઠ ડ ઢ ણ ત થ દ ધ ન પ ફ બ ભ મ ય ર લ વ શ સ હ અ આ ઇ ઈ ઉ ઊ એ ઐ ઓ ઔ ક ખ ગ ઘ ચ છ જ ઝ ટ ઠ ડ ઢ ણ ત થ દ ધ ન પ ફ બ ભ મ ય ર લ વ શ સ હ અ આ ઇ ઈ ઉ ઊ એ ઐ ઓ ઔ ક ખ ગ ઘ ચ છ જ ઝ ટ ઠ ડ ઢ ણ ત થ દ ધ ન પ ફ બ ભ મ ય ર લ વ શ સ હ અ આ ઇ ઈ ઉ ઊ એ ઐ ઓ ઔ ક ખ ગ ઘ ચ છ જ ઝ ટ ઠ ડ ઢ ણ ત થ દ ધ ન પ ફ બ ભ મ ય ર લ વ શ સ હ અ આ ઇ ઈ ઉ ઊ એ ઐ ઓ ઔ ક ખ ગ ઘ ચ છ જ ઝ ટ ઠ ડ ઢ ણ ત થ દ ધ ન પ ફ બ ભ મ ય ર લ વ શ સ હ અ આ ઇ ઈ ઉ ઊ એ ઐ ઓ ઔ ક ખ ગ ઘ ચ છ જ ઝ ટ ઠ ડ ઢ ણ ત થ દ ધ ન પ ફ બ ભ મ ય ર લ વ શ સ હ અ આ ઇ ઈ ઉ ઊ એ ઐ ઓ ઔ ક ખ ગ ઘ ચ છ જ ઝ ટ ઠ ડ ઢ ણ ત થ દ ધ ન પ ફ બ ભ મ ય ર લ વ શ સ હ અ આ ઇ ઈ ઉ ઊ એ ઐ ઓ ઔ ક ખ ગ ઘ ચ છ જ ઝ ટ ઠ ડ ઢ ણ ત થ દ ધ ન પ ફ બ ભ મ ય ર લ વ શ સ હ અ આ ઇ ઈ ઉ ઊ એ ઐ ઓ ઔ ક ખ ગ ઘ ચ છ જ ઝ ટ ઠ ડ ઢ ણ ત થ દ ધ ન પ ફ બ ભ મ ય ર લ વ શ સ હ અ આ ઇ ઈ ઉ ઊ એ ઐ ઓ ઔ ક ખ ગ ઘ ચ છ જ ઝ ટ ઠ ડ ઢ ણ ત થ દ ધ ન પ ફ બ ભ મ ય ર લ વ શ સ હ અ આ ઇ ઈ ઉ ઊ એ ઐ ઓ ઔ ક ખ ગ ઘ ચ છ જ ઝ ટ ઠ ડ ઢ ણ ત થ દ ધ ન પ ફ બ ભ મ ય ર લ વ શ સ હ અ આ ઇ ઈ ઉ ઊ એ ઐ ઓ ઔ ક ખ ગ ઘ ચ છ જ ઝ ટ ઠ ડ ઢ ણ ત થ દ ધ ન પ ફ બ ભ મ ય ર લ વ શ સ હ અ આ ઇ ઈ ઉ ઊ એ ઐ ઓ ઔ ક ખ ગ ઘ ચ છ જ ઝ ટ ઠ ડ ઢ ણ ત થ દ ધ ન પ ફ બ ભ મ ય ર લ વ શ સ હ અ આ ઇ ઈ ઉ ઊ એ ઐ ઓ ઔ ક ખ ગ ઘ ચ છ જ ઝ ટ ઠ ડ ઢ ણ ત થ દ ધ ન પ ફ બ ભ મ ય ર લ વ શ સ હ અ આ ઇ ઈ ઉ ઊ એ ઐ ઓ ઔ ક ખ ગ ઘ ચ છ જ ઝ ટ ઠ ડ ઢ ણ ત થ દ ધ ન પ ફ બ ભ મ ય ર લ વ શ સ હ અ આ ઇ ઈ ઉ ઊ એ ઐ ઓ ઔ ક ખ ગ ઘ ચ છ જ ઝ ટ ઠ ડ ઢ ણ ત થ દ ધ ન પ ફ બ ભ મ ય ર લ વ શ સ હ અ આ ઇ ઈ ઉ ઊ એ ઐ ઓ ઔ ક ખ ગ ઘ ચ છ જ ઝ ટ ઠ ડ ઢ ણ ત થ દ ધ ન પ ફ બ ભ મ ય ર લ વ શ સ હ અ આ ઇ ઈ ઉ ઊ એ ઐ ઓ ઔ ક ખ ગ ઘ ચ છ જ ઝ ટ ઠ ડ ઢ ણ ત થ દ ધ ન પ ફ: [327, 110, 465, 321]
- article-mp-youth: [470, 62, 630, 242]
- ad-contact-name: KAMAL KADEL: [475, 843, 564, 856]
- print-output-image: [356, 869, 446, 929]
- article-headline: ખાલેચ ખાડી ઓવરફ્લો થતા ગામમાં પૂર જેવી સ્થિતિ: [492, 573, 608, 579]
- article-filler: અ આ ઇ ઈ ઉ ઊ એ ઐ ઓ ઔ ક ખ ગ ઘ ચ છ જ ઝ ટ ઠ ડ ઢ ણ ત થ દ ધ ન પ ફ બ ભ મ ય ર લ વ શ સ હ અ આ ઇ ઈ ઉ ઊ એ ઐ ઓ ઔ ક ખ ગ ઘ ચ છ જ ઝ ટ ઠ ડ ઢ ણ ત થ દ ધ ન પ ફ બ ભ મ ય ર લ વ શ સ હ અ આ ઇ ઈ ઉ ઊ એ ઐ ઓ ઔ ક ખ ગ ઘ ચ છ જ ઝ ટ ઠ ડ ઢ ણ ત થ દ ધ ન પ ફ બ ભ મ ય ર લ વ શ સ હ અ આ ઇ ઈ ઉ ઊ એ ઐ ઓ ઔ ક ખ ગ ઘ ચ છ જ ઝ ટ ઠ ડ ઢ ણ ત થ દ ધ ન પ ફ બ ભ મ ય ર લ વ શ સ હ અ આ ઇ ઈ ઉ ઊ એ ઐ ઓ ઔ ક ખ ગ ઘ ચ છ જ ઝ ટ ઠ ડ ઢ ણ ત થ દ ધ ન પ ફ બ ભ મ ય ર લ વ શ સ હ અ આ ઇ ઈ ઉ ઊ એ ઐ ઓ ઔ ક ખ ગ ઘ ચ છ જ ઝ ટ ઠ ડ ઢ ણ ત થ દ ધ ન પ ફ બ ભ મ ય ર લ વ શ સ હ અ આ ઇ ઈ ઉ ઊ એ ઐ ઓ ઔ ક ખ ગ ઘ ચ છ જ ઝ ટ ઠ ડ ઢ ણ ત થ દ ધ ન પ ફ બ ભ મ ય ર લ વ શ સ હ અ આ ઇ ઈ ઉ ઊ એ ઐ ઓ ઔ ક ખ ગ ઘ ચ છ જ ઝ ટ ઠ ડ ઢ ણ ત થ દ ધ ન પ ફ બ ભ મ ય ર લ વ શ સ હ અ આ ઇ ઈ ઉ ઊ એ ઐ ઓ ઔ ક ખ ગ ઘ ચ છ જ ઝ ટ ઠ ડ ઢ ણ ત થ દ ધ ન પ ફ બ ભ મ ય ર લ વ શ સ હ અ આ ઇ ઈ ઉ ઊ એ ઐ ઓ ઔ ક ખ ગ ઘ ચ છ જ ઝ ટ ઠ ડ ઢ ણ ત થ દ ધ ન પ ફ બ ભ મ ય ર લ વ શ સ હ અ આ ઇ ઈ ઉ ઊ એ ઐ ઓ ઔ ક ખ ગ ઘ ચ છ જ ઝ ટ ઠ ડ ઢ ણ ત થ દ ધ ન પ ફ બ ભ મ ય ર લ વ શ સ હ અ આ ઇ ઈ ઉ ઊ એ ઐ ઓ ઔ ક ખ ગ ઘ ચ છ જ ઝ ટ ઠ ડ ઢ ણ ત થ દ ધ ન પ ફ બ ભ મ ય ર લ વ શ સ હ અ આ ઇ ઈ ઉ ઊ એ ઐ ઓ ઔ ક ખ ગ ઘ ચ છ જ ઝ ટ ઠ ડ ઢ ણ ત થ દ ધ ન પ ફ બ ભ મ ય ર લ વ શ સ હ અ આ ઇ ઈ ઉ ઊ એ ઐ ઓ ઔ ક ખ ગ ઘ ચ છ જ ઝ ટ ઠ ડ ઢ ણ ત થ દ ધ ન પ ફ બ ભ મ ય ર લ વ શ સ હ અ આ ઇ ઈ ઉ ઊ એ ઐ ઓ ઔ ક ખ ગ ઘ ચ છ જ ઝ ટ ઠ ડ ઢ ણ ત થ દ ધ ન પ ફ બ ભ મ ય ર લ વ શ સ હ અ આ ઇ ઈ ઉ ઊ એ ઐ ઓ ઔ ક ખ ગ ઘ ચ છ જ ઝ ટ ઠ ડ ઢ ણ ત થ દ ધ ન પ ફ બ ભ મ ય ર લ વ શ સ હ અ આ ઇ ઈ ઉ ઊ એ ઐ ઓ ઔ ક ખ ગ ઘ ચ છ જ ઝ ટ ઠ ડ ઢ ણ ત થ દ ધ ન પ ફ બ ભ મ ય ર લ વ શ સ હ અ આ ઇ ઈ ઉ ઊ એ ઐ ઓ ઔ ક ખ ગ ઘ ચ છ જ ઝ ટ ઠ ડ ઢ ણ ત થ દ ધ ન પ ફ બ ભ મ ય ર લ વ શ સ હ અ આ ઇ ઈ ઉ ઊ એ ઐ ઓ ઔ ક ખ ગ ઘ ચ છ જ ઝ ટ ઠ ડ ઢ ણ ત થ દ ધ ન પ ફ બ ભ મ ય ર લ વ શ સ હ અ આ ઇ ઈ ઉ ઊ એ ઐ ઓ ઔ ક ખ ગ ઘ ચ છ જ ઝ ટ ઠ ડ ઢ ણ ત થ દ ધ ન પ ફ બ ભ મ ય ર લ વ શ સ હ અ આ ઇ ઈ ઉ ઊ એ ઐ ઓ ઔ ક ખ ગ ઘ ચ છ જ ઝ ટ ઠ ડ ઢ ણ ત થ દ ધ ન પ ફ બ ભ મ ય ર લ વ શ સ હ અ આ ઇ ઈ ઉ ઊ એ ઐ ઓ ઔ ક ખ ગ ઘ ચ છ જ ઝ ટ ઠ ડ ઢ ણ ત થ દ ધ ન પ ફ બ ભ મ ય ર લ વ શ સ હ અ આ ઇ ઈ ઉ ઊ એ ઐ ઓ ઔ ક ખ ગ ઘ ચ છ જ ઝ ટ ઠ ડ ઢ ણ ત થ દ ધ ન પ ફ બ ભ મ ય ર લ વ શ સ હ અ આ ઇ ઈ ઉ ઊ એ ઐ ઓ ઔ ક ખ ગ ઘ ચ છ જ ઝ ટ ઠ ડ ઢ ણ ત થ દ ધ ન પ ફ બ ભ મ ય ર લ વ શ સ હ અ આ ઇ ઈ ઉ ઊ એ ઐ ઓ ઔ ક ખ ગ ઘ ચ છ જ ઝ ટ ઠ ડ ઢ ણ ત થ દ ધ ન પ ફ બ ભ મ ય ર લ વ શ સ હ અ આ ઇ ઈ ઉ ઊ એ ઐ ઓ ઔ ક ખ ગ ઘ ચ છ જ ઝ ટ ઠ ડ ઢ ણ ત થ દ ધ ન પ ફ બ ભ મ ય ર લ વ શ સ હ અ આ ઇ ઈ ઉ ઊ એ ઐ ઓ ઔ ક ખ ગ ઘ ચ છ જ ઝ ટ ઠ ડ ઢ ણ ત થ દ ધ ન પ ફ બ ભ મ ય ર લ વ શ સ હ અ આ ઇ ઈ ઉ ઊ એ ઐ ઓ ઔ ક ખ ગ ઘ ચ છ જ ઝ ટ ઠ ડ ઢ ણ ત થ દ ધ ન પ ફ બ ભ મ ય ર લ વ શ સ હ અ આ ઇ ઈ ઉ ઊ એ ઐ ઓ ઔ ક ખ ગ ઘ ચ છ જ ઝ ટ ઠ ડ ઢ ણ ત થ દ ધ ન પ ફ બ ભ મ ય ર લ વ શ સ હ અ આ ઇ ઈ ઉ ઊ એ ઐ ઓ ઔ ક ખ ગ ઘ ચ છ જ ઝ ટ ઠ ડ ઢ ણ ત થ દ ધ ન પ ફ બ ભ મ ય ર લ વ શ સ હ અ આ ઇ ઈ ઉ ઊ એ ઐ ઓ ઔ ક ખ ગ ઘ ચ છ જ ઝ ટ ઠ ડ ઢ ણ ત થ દ ધ ન પ ફ બ ભ મ ય ર લ વ શ સ હ અ આ ઇ ઈ ઉ ઊ એ ઐ ઓ ઔ ક ખ ગ ઘ ચ છ જ ઝ ટ ઠ ડ ઢ ણ ત થ દ ધ ન પ ફ બ ભ મ ય ર લ વ શ સ હ અ આ ઇ ઈ ઉ ઊ એ ઐ ઓ ઔ ક ખ ગ ઘ ચ છ જ ઝ ટ ઠ ડ ઢ ણ ત થ દ ધ ન પ ફ બ ભ મ ય ર લ વ શ સ હ અ આ ઇ ઈ ઉ ઊ એ ઐ ઓ ઔ ક ખ ગ ઘ ચ છ જ ઝ ટ ઠ ડ ઢ ણ ત થ દ ધ ન પ ફ બ ભ મ ય ર લ વ શ સ હ અ આ ઇ ઈ ઉ ઊ એ ઐ ઓ ઔ ક ખ ગ ઘ ચ છ જ ઝ ટ ઠ ડ ઢ ણ ત થ દ ધ ન પ ફ બ ભ મ ય ર લ વ શ સ હ અ આ ઇ ઈ ઉ ઊ એ ઐ ઓ ઔ ક ખ ગ ઘ ચ છ જ ઝ ટ ઠ ડ ઢ ણ ત થ દ ધ ન પ ફ બ ભ મ ય ર લ વ શ સ હ અ આ ઇ ઈ ઉ ઊ એ ઐ ઓ ઔ ક ખ ગ ઘ ચ છ જ ઝ ટ ઠ ડ ઢ ણ ત થ દ ધ ન પ ફ બ ભ મ ય ર લ વ શ સ હ અ આ ઇ ઈ ઉ ઊ એ ઐ ઓ ઔ ક ખ ગ ઘ ચ છ જ ઝ ટ ઠ ડ ઢ ણ ત થ દ ધ ન પ ફ બ ભ મ ય ર લ વ શ સ હ અ આ ઇ ઈ ઉ ઊ એ ઐ ઓ ઔ ક ખ ગ ઘ ચ છ જ ઝ ટ ઠ ડ ઢ ણ ત થ દ ધ ન પ ફ બ ભ મ ય ર લ વ શ સ હ અ આ ઇ ઈ ઉ ઊ એ ઐ ઓ ઔ ક ખ ગ ઘ ચ છ જ ઝ ટ ઠ ડ ઢ ણ ત થ દ ધ ન પ ફ બ ભ મ ય ર લ વ શ સ હ અ આ ઇ ઈ ઉ ઊ એ ઐ ઓ ઔ ક ખ ગ ઘ ચ છ જ ઝ ટ ઠ ડ ઢ ણ ત થ દ ધ ન પ ફ બ ભ મ ય ર લ વ શ સ હ અ આ ઇ ઈ ઉ ઊ એ ઐ ઓ ઔ ક ખ ગ ઘ ચ છ જ ઝ ટ ઠ ડ ઢ ણ ત થ દ ધ ન પ ફ બ ભ મ ય ર લ વ શ સ હ અ આ ઇ ઈ ઉ ઊ એ ઐ ઓ ઔ ક ખ ગ ઘ ચ છ જ ઝ ટ ઠ ડ ઢ ણ ત થ દ ધ ન પ ફ બ ભ મ ય ર લ વ શ સ હ અ આ ઇ ઈ ઉ ઊ એ ઐ ઓ ઔ ક ખ ગ ઘ ચ છ જ ઝ ટ ઠ ડ ઢ ણ ત થ દ ધ ન પ ફ બ ભ મ ય ર લ વ શ સ હ અ આ ઇ ઈ ઉ ઊ એ ઐ ઓ ઔ ક ખ ગ ઘ ચ છ જ ઝ ટ ઠ ડ ઢ ણ ત થ દ ધ ન પ ફ બ ભ મ ય ર લ વ શ સ હ અ આ ઇ ઈ ઉ ઊ એ ઐ ઓ ઔ ક ખ ગ ઘ ચ છ જ ઝ ટ ઠ ડ ઢ ણ ત થ દ ધ ન પ ફ બ ભ મ ય ર લ વ શ સ હ અ આ ઇ ઈ ઉ ઊ એ ઐ ઓ ઔ ક ખ ગ ઘ ચ છ જ ઝ ટ ઠ ડ ઢ ણ ત થ દ ધ ન પ ફ બ ભ મ ય ર લ વ શ સ હ અ આ ઇ ઈ ઉ ઊ એ ઐ ઓ ઔ ક ખ ગ ઘ ચ છ જ ઝ ટ ઠ ડ ઢ ણ ત થ દ ધ ન પ ફ બ ભ મ ય ર લ વ શ સ હ અ આ ઇ ઈ ઉ ઊ એ ઐ ઓ ઔ ક ખ ગ ઘ ચ છ જ ઝ ટ ઠ ડ ઢ ણ ત થ દ ધ ન પ ફ બ ભ મ ય ર લ વ શ સ હ અ આ ઇ ઈ ઉ ઊ એ ઐ ઓ ઔ ક ખ ગ ઘ ચ છ જ ઝ ટ ઠ ડ ઢ ણ ત થ દ ધ ન પ ફ બ ભ મ ય ર લ વ શ સ હ અ આ ઇ ઈ ઉ ઊ એ ઐ ઓ ઔ ક ખ ગ ઘ ચ છ જ ઝ ટ ઠ ડ ઢ ણ ત થ દ ધ ન પ ફ બ ભ મ ય ર લ વ શ સ હ અ આ ઇ ઈ ઉ ઊ એ ઐ ઓ ઔ ક ખ ગ ઘ ચ છ જ ઝ ટ ઠ ડ ઢ ણ ત થ દ ધ ન પ ફ બ ભ મ ય ર લ વ શ સ હ અ આ ઇ ઈ ઉ ઊ એ ઐ ઓ ઔ ક ખ ગ ઘ ચ છ જ ઝ ટ ઠ ડ ઢ ણ ત થ દ ધ ન પ ફ બ ભ મ ય ર લ વ શ સ હ અ આ ઇ ઈ ઉ ઊ એ ઐ ઓ ઔ ક ખ ગ ઘ ચ છ જ ઝ ટ ઠ ડ ઢ ણ ત થ દ ધ ન પ ફ બ ભ મ ય ર લ વ શ સ હ અ આ ઇ ઈ ઉ ઊ એ ઐ ઓ ઔ ક ખ ગ ઘ ચ છ જ ઝ ટ ઠ ડ ઢ ણ ત થ દ ધ ન પ ફ બ ભ મ ય ર લ વ શ સ હ અ આ ઇ ઈ ઉ ઊ એ ઐ ઓ ઔ ક ખ ગ ઘ ચ છ જ ઝ ટ ઠ ડ ઢ ણ ત થ દ ધ ન પ ફ બ ભ મ ય ર લ વ શ સ હ અ આ ઇ ઈ ઉ ઊ એ ઐ ઓ ઔ ક ખ ગ ઘ ચ છ જ ઝ ટ ઠ ડ ઢ ણ ત થ દ ધ ન પ ફ બ ભ મ ય ર લ વ શ સ હ અ આ ઇ ઈ ઉ ઊ એ ઐ ઓ ઔ ક ખ ગ ઘ ચ છ જ ઝ ટ ઠ ડ ઢ ણ ત થ દ ધ ન પ ફ બ ભ મ ય ર લ વ શ સ હ અ આ ઇ ઈ ઉ ઊ એ ઐ ઓ ઔ ક ખ ગ ઘ ચ છ જ ઝ ટ ઠ ડ ઢ ણ ત થ દ ધ ન પ ફ બ ભ મ ય ર લ વ શ સ હ અ આ ઇ ઈ ઉ ઊ એ ઐ ઓ ઔ ક ખ ગ ઘ ચ છ જ ઝ ટ ઠ ડ ઢ ણ ત થ દ ધ ન પ ફ બ ભ મ ય ર લ વ શ સ હ: [20, 614, 320, 784]
- article-body: [20, 353, 86, 533]
- article-lead: સુરત : શહેરમાં ફેસબુક પર ઓનલાઇન જાહેરાત મૂકી બજાજ ફાઇનાન્સના કસ્ટમર્સ સાથે છેતરપિંડી કરતા ત્રણ ઇસમોને સાયબર ક્રાઇમ સેલે ઝડપી પાડ્યા હતા. ગ્રાહકો પાસેથી લોન આપવાના બહાને પૈસા પડાવતા હતા.: [20, 118, 76, 145]
- article-filler: અ આ ઇ ઈ ઉ ઊ એ ઐ ઓ ઔ ક ખ ગ ઘ ચ છ જ ઝ ટ ઠ ડ ઢ ણ ત થ દ ધ ન પ ફ બ ભ મ ય ર લ વ શ સ હ અ આ ઇ ઈ ઉ ઊ એ ઐ ઓ ઔ ક ખ ગ ઘ ચ છ જ ઝ ટ ઠ ડ ઢ ણ ત થ દ ધ ન પ ફ બ ભ મ ય ર લ વ શ સ હ અ આ ઇ ઈ ઉ ઊ એ ઐ ઓ ઔ ક ખ ગ ઘ ચ છ જ ઝ ટ ઠ ડ ઢ ણ ત થ દ ધ ન પ ફ બ ભ મ ય ર લ વ શ સ હ અ આ ઇ ઈ ઉ ઊ એ ઐ ઓ ઔ ક ખ ગ ઘ ચ છ જ ઝ ટ ઠ ડ ઢ ણ ત થ દ ધ ન પ ફ બ ભ મ ય ર લ વ શ સ હ અ આ ઇ ઈ ઉ ઊ એ: [20, 943, 75, 1003]
- lab-worker-photo: [20, 879, 75, 939]
- article-covid-cases: [20, 540, 320, 820]
- article-filler: અ આ ઇ ઈ ઉ ઊ એ ઐ ઓ ઔ ક ખ ગ ઘ ચ છ જ ઝ ટ ઠ ડ ઢ ણ ત થ દ ધ ન પ ફ બ ભ મ ય ર લ વ શ સ હ અ આ ઇ ઈ ઉ ઊ એ ઐ ઓ ઔ ક ખ ગ ઘ ચ છ જ ઝ ટ ઠ ડ ઢ ણ ત થ દ ધ ન પ ફ બ ભ મ ય ર લ વ શ સ હ અ આ ઇ ઈ ઉ ઊ એ ઐ ઓ ઔ ક ખ ગ ઘ ચ છ જ ઝ ટ ઠ ડ ઢ ણ ત થ દ ધ ન પ ફ બ ભ મ ય ર લ વ શ સ હ અ આ ઇ ઈ ઉ ઊ એ ઐ ઓ ઔ ક ખ ગ ઘ ચ છ જ ઝ ટ ઠ ડ ઢ ણ ત થ દ ધ ન પ ફ બ ભ મ ય ર લ વ શ સ હ અ આ ઇ ઈ ઉ ઊ એ ઐ ઓ ઔ ક ખ ગ ઘ ચ છ જ ઝ ટ ઠ ડ ઢ ણ ત થ દ ધ ન પ ફ બ ભ મ ય ર લ વ શ સ હ અ આ ઇ ઈ ઉ ઊ એ ઐ ઓ ઔ ક ખ ગ ઘ ચ છ જ ઝ ટ ઠ ડ ઢ ણ ત થ દ ધ ન પ ફ બ ભ મ ય ર લ વ શ સ હ અ આ ઇ ઈ ઉ ઊ એ ઐ ઓ ઔ ક ખ ગ ઘ ચ છ જ ઝ ટ ઠ ડ ઢ ણ ત થ દ ધ ન પ ફ બ ભ મ ય ર લ વ શ સ હ અ આ ઇ ઈ ઉ ઊ એ ઐ ઓ ઔ ક ખ ગ ઘ ચ છ જ ઝ ટ ઠ ડ ઢ ણ ત થ દ ધ ન પ ફ બ ભ મ ય ર લ વ શ સ હ અ આ ઇ ઈ ઉ ઊ એ ઐ ઓ ઔ ક ખ ગ ઘ ચ છ જ ઝ ટ ઠ ડ ઢ ણ ત થ દ ધ ન પ ફ બ ભ મ ય ર લ વ શ સ હ અ આ ઇ ઈ ઉ ઊ એ ઐ ઓ ઔ ક ખ ગ ઘ ચ છ જ ઝ ટ ઠ ડ ઢ ણ ત થ દ ધ ન પ ફ બ ભ મ ય ર લ વ શ સ હ અ આ ઇ ઈ ઉ ઊ એ ઐ ઓ ઔ ક ખ ગ ઘ ચ છ જ ઝ ટ ઠ ડ ઢ ણ ત થ દ ધ ન પ ફ બ ભ મ ય ર લ વ શ સ હ અ આ ઇ ઈ ઉ ઊ એ ઐ ઓ ઔ ક ખ ગ ઘ ચ છ જ ઝ ટ ઠ ડ ઢ ણ ત થ દ ધ ન પ ફ બ ભ મ ય ર લ વ શ સ હ અ આ ઇ ઈ ઉ ઊ એ ઐ ઓ ઔ ક ખ ગ ઘ ચ છ જ ઝ ટ ઠ ડ ઢ ણ ત થ દ ધ ન પ ફ બ ભ મ ય ર લ વ શ સ હ અ આ ઇ ઈ ઉ ઊ એ ઐ ઓ ઔ ક ખ ગ ઘ ચ છ જ ઝ ટ ઠ ડ ઢ ણ ત થ દ ધ ન પ ફ બ ભ મ ય ર લ વ શ સ હ અ આ ઇ ઈ ઉ ઊ એ ઐ ઓ ઔ ક ખ ગ ઘ ચ છ જ ઝ ટ ઠ ડ ઢ ણ ત થ દ ધ ન પ ફ બ ભ મ ય ર લ વ શ સ હ અ આ ઇ ઈ ઉ ઊ એ ઐ ઓ ઔ ક ખ ગ ઘ ચ છ જ ઝ ટ ઠ ડ ઢ ણ ત થ દ ધ ન પ ફ બ ભ મ ય ર લ વ શ સ હ અ આ ઇ ઈ ઉ ઊ એ ઐ ઓ ઔ ક ખ ગ ઘ ચ છ જ ઝ ટ ઠ ડ ઢ ણ ત: [327, 696, 445, 815]
- article-filler: અ આ ઇ ઈ ઉ ઊ એ ઐ ઓ ઔ ક ખ ગ ઘ ચ છ જ ઝ ટ ઠ ડ ઢ ણ ત થ દ ધ ન પ ફ બ ભ મ ય ર લ વ શ સ હ અ આ ઇ ઈ ઉ ઊ એ ઐ ઓ ઔ ક ખ ગ ઘ ચ છ જ ઝ ટ ઠ ડ ઢ ણ ત થ દ ધ ન પ ફ બ ભ મ ય ર લ વ શ સ હ અ આ ઇ ઈ ઉ ઊ એ ઐ ઓ ઔ ક ખ ગ ઘ ચ છ જ ઝ ટ ઠ ડ ઢ ણ ત થ દ ધ ન પ ફ બ ભ મ ય ર લ વ શ સ હ અ આ ઇ ઈ ઉ ઊ એ ઐ ઓ ઔ ક ખ ગ ઘ ચ છ જ ઝ ટ ઠ ડ ઢ ણ ત થ દ ધ ન પ ફ બ ભ મ ય ર લ વ શ સ હ અ આ ઇ ઈ ઉ ઊ એ ઐ ઓ ઔ ક ખ ગ ઘ ચ છ જ ઝ ટ ઠ ડ ઢ ણ ત થ દ ધ ન પ ફ બ ભ મ ય ર લ વ શ સ હ અ આ ઇ ઈ ઉ ઊ એ ઐ ઓ ઔ ક ખ ગ ઘ ચ છ જ ઝ ટ ઠ ડ ઢ ણ ત થ દ ધ ન પ ફ બ ભ મ ય ર લ વ શ સ હ અ આ ઇ ઈ ઉ ઊ એ ઐ ઓ ઔ ક ખ ગ ઘ ચ છ જ ઝ ટ ઠ ડ ઢ ણ ત થ દ ધ ન પ ફ બ ભ મ ય ર લ વ શ સ હ અ આ ઇ ઈ ઉ ઊ એ ઐ ઓ ઔ ક ખ ગ ઘ ચ છ જ ઝ ટ ઠ ડ ઢ ણ ત થ દ ધ ન પ ફ બ ભ મ ય ર લ વ શ સ હ અ આ ઇ ઈ ઉ ઊ એ ઐ ઓ ઔ ક ખ ગ ઘ ચ છ જ ઝ ટ ઠ ડ ઢ ણ: [470, 275, 630, 325]
- ad-logo-sub: AGENCY: [484, 919, 510, 925]
- ad-side-text: All Type of Printing & Designing Solution: [615, 872, 621, 999]
- article-body: [80, 879, 200, 1003]
- ad-address: B.123 1st Floor " Monarch " Gaurav Path Road PAL Surat.: [467, 948, 554, 964]
- city-label: સુરત: [377, 30, 389, 37]
- page-number: 4: [60, 31, 74, 55]
- ad-company: 3 PLUS AGENCY: [525, 893, 592, 902]
- article-headline: સુરતિ સ્પષ્ટ જતા રહો, સુરતમાં મીઠીખાડીનું લેવલ વધતા હાઇ સ્પીકરથી સૂચના: [476, 246, 624, 267]
- paper-logo: [268, 30, 366, 56]
- article-commissioner-visit: [327, 470, 465, 666]
- article-headline: લોકડાઉન બાદ બેકાર બનેલો મધ્યપ્રદેશનો યુવાન વતનથી તમંચો વેચવા લાવ્યો: [474, 64, 626, 88]
- ad-products: Flex Banner | Vinyl Sticker Back Light Print | Hoardings: [276, 951, 446, 997]
- article-body: [450, 724, 630, 820]
- masthead: [0, 0, 650, 58]
- article-lead: અંકલેશ્વર : દક્ષિણ ગુજરાત વીજ કંપનીના વધારે વીજ બિલને કારણે ગ્રાહકોમાં રોષની લાગણી ફેલાઈ હતી.: [470, 502, 521, 520]
- article-body: [470, 502, 630, 568]
- article-disinfectant: [20, 825, 200, 1005]
- article-lead: સુરત : ભારે વરસાદને પગલે મીઠીખાડીનું લેવલ વધતા તંત્ર દ્વારા નીચાણવાળા વિસ્તારના લોકોને સ્પીકરથી સૂચના આપવામાં આવી હતી.: [470, 275, 521, 298]
- article-filler: અ આ ઇ ઈ ઉ ઊ એ ઐ ઓ ઔ ક ખ ગ ઘ ચ છ જ ઝ ટ ઠ ડ ઢ ણ ત થ દ ધ ન પ ફ બ ભ મ ય ર લ વ શ સ હ અ આ ઇ ઈ ઉ ઊ એ ઐ ઓ ઔ ક ખ ગ ઘ ચ છ જ ઝ ટ ઠ ડ ઢ ણ ત થ દ ધ ન પ ફ બ ભ મ ય ર લ વ શ સ હ અ આ ઇ ઈ ઉ ઊ એ ઐ ઓ ઔ ક ખ ગ ઘ ચ છ જ ઝ ટ ઠ ડ ઢ ણ ત થ દ ધ ન પ ફ બ ભ મ ય ર લ વ શ સ હ અ આ ઇ ઈ ઉ ઊ એ ઐ ઓ ઔ ક ખ ગ ઘ ચ છ જ ઝ ટ ઠ ડ ઢ ણ ત થ દ ધ ન પ ફ બ ભ મ ય ર લ વ શ સ હ અ આ ઇ ઈ ઉ ઊ એ ઐ ઓ ઔ ક ખ ગ ઘ ચ છ જ ઝ ટ ઠ ડ ઢ ણ ત થ દ ધ ન પ ફ બ ભ મ ય ર લ વ શ સ હ અ આ ઇ ઈ ઉ ઊ એ ઐ ઓ ઔ ક ખ ગ ઘ ચ છ જ ઝ ટ ઠ ડ ઢ ણ ત થ દ ધ ન પ ફ બ ભ મ ય ર લ વ શ સ હ અ આ ઇ ઈ ઉ ઊ એ ઐ ઓ ઔ ક ખ ગ ઘ ચ છ જ ઝ ટ ઠ ડ ઢ ણ ત થ દ ધ ન પ ફ બ ભ મ ય ર લ વ શ સ હ અ આ ઇ ઈ ઉ ઊ એ ઐ ઓ ઔ ક ખ ગ ઘ ચ છ જ ઝ ટ ઠ ડ ઢ ણ ત થ દ ધ ન પ ફ બ ભ મ ય ર લ વ શ સ હ અ આ ઇ ઈ ઉ ઊ એ ઐ ઓ ઔ ક ખ ગ ઘ ચ છ જ ઝ ટ ઠ ડ ઢ ણ ત થ દ ધ ન પ ફ બ ભ મ ય ર લ વ શ સ હ અ આ ઇ ઈ ઉ ઊ એ ઐ ઓ ઔ ક ખ ગ ઘ ચ છ જ ઝ ટ ઠ ડ ઢ ણ ત થ દ ધ ન પ ફ બ ભ મ ય ર લ વ શ સ હ અ આ ઇ ઈ ઉ ઊ એ ઐ ઓ ઔ ક ખ ગ ઘ ચ છ જ ઝ ટ ઠ ડ ઢ ણ ત થ દ ધ ન પ ફ બ ભ મ ય ર લ વ શ સ હ અ આ ઇ ઈ ઉ ઊ એ ઐ ઓ ઔ ક ખ ગ ઘ ચ છ જ ઝ ટ ઠ ડ ઢ ણ ત થ દ ધ ન પ ફ બ ભ મ ય ર લ વ શ સ હ અ આ ઇ ઈ ઉ ઊ એ ઐ ઓ ઔ ક ખ ગ ઘ ચ છ જ ઝ ટ ઠ ડ ઢ ણ ત થ દ ધ ન પ ફ બ ભ મ ય ર લ વ શ સ હ અ આ ઇ ઈ ઉ ઊ એ ઐ ઓ ઔ ક ખ ગ ઘ ચ છ જ ઝ ટ ઠ ડ ઢ ણ ત થ દ ધ ન પ ફ બ ભ મ ય ર લ વ શ સ હ અ આ ઇ ઈ ઉ ઊ એ ઐ ઓ ઔ ક ખ ગ ઘ ચ છ જ ઝ ટ ઠ ડ ઢ ણ ત થ દ ધ ન પ ફ બ ભ મ ય ર લ વ શ સ હ અ આ ઇ ઈ ઉ ઊ એ ઐ ઓ ઔ ક ખ ગ ઘ ચ છ જ ઝ ટ ઠ ડ ઢ ણ ત થ દ ધ ન પ ફ બ ભ મ ય ર લ વ શ સ હ અ આ ઇ ઈ ઉ ઊ એ ઐ ઓ ઔ ક ખ ગ ઘ ચ છ જ ઝ ટ ઠ ડ ઢ ણ ત થ દ ધ ન પ ફ બ ભ મ ય ર લ વ શ સ હ અ આ ઇ ઈ ઉ ઊ એ ઐ ઓ ઔ ક ખ ગ ઘ ચ છ જ ઝ ટ ઠ ડ ઢ ણ ત થ દ ધ ન પ ફ બ ભ મ ય ર લ વ શ સ હ અ આ ઇ ઈ ઉ ઊ એ ઐ ઓ ઔ ક ખ ગ ઘ ચ છ જ ઝ ટ ઠ ડ ઢ ણ ત થ દ ધ ન પ ફ બ ભ મ ય ર લ વ શ સ હ અ આ ઇ ઈ ઉ ઊ એ ઐ ઓ ઔ ક ખ ગ ઘ ચ છ જ ઝ ટ ઠ ડ ઢ ણ ત થ દ ધ ન પ ફ બ ભ મ ય ર લ વ શ સ હ અ આ ઇ ઈ ઉ ઊ એ ઐ ઓ ઔ ક ખ ગ ઘ ચ છ જ ઝ ટ ઠ ડ ઢ ણ ત થ દ ધ ન પ ફ બ ભ મ ય ર લ વ શ સ હ અ આ ઇ ઈ ઉ ઊ એ ઐ ઓ ઔ ક ખ ગ ઘ ચ છ જ ઝ ટ ઠ ડ ઢ ણ ત થ દ ધ ન પ ફ બ ભ મ ય ર લ વ શ સ હ અ આ ઇ ઈ ઉ ઊ એ ઐ ઓ ઔ ક ખ ગ ઘ ચ છ જ ઝ ટ ઠ ડ ઢ ણ ત થ દ ધ ન પ ફ બ ભ મ ય ર લ વ શ સ હ અ આ ઇ ઈ ઉ ઊ એ ઐ ઓ ઔ ક ખ ગ ઘ ચ છ જ ઝ ટ ઠ ડ ઢ ણ ત થ દ ધ ન પ ફ બ ભ મ ય ર લ વ શ સ હ અ આ ઇ ઈ ઉ ઊ એ ઐ ઓ ઔ ક ખ ગ ઘ ચ છ જ ઝ ટ ઠ ડ ઢ ણ ત થ દ ધ ન પ ફ બ ભ મ ય ર લ વ શ સ હ અ આ ઇ ઈ ઉ ઊ એ ઐ ઓ ઔ ક ખ ગ ઘ ચ છ જ ઝ ટ ઠ ડ ઢ ણ ત થ દ ધ ન પ ફ બ ભ મ ય ર લ વ શ સ હ અ આ ઇ ઈ ઉ ઊ એ ઐ ઓ ઔ ક ખ ગ ઘ ચ છ જ ઝ ટ ઠ ડ ઢ ણ ત થ દ ધ ન પ ફ બ ભ મ ય ર લ વ શ સ હ અ આ ઇ ઈ ઉ ઊ એ ઐ ઓ ઔ ક ખ ગ ઘ ચ છ જ ઝ ટ ઠ ડ ઢ ણ ત થ દ ધ ન પ ફ બ ભ મ ય ર લ વ શ સ હ અ આ ઇ ઈ ઉ ઊ એ ઐ ઓ ઔ ક ખ ગ ઘ ચ છ જ ઝ ટ ઠ ડ ઢ ણ ત થ દ ધ ન પ ફ બ ભ મ ય ર લ વ શ સ હ અ આ ઇ ઈ ઉ ઊ એ ઐ ઓ ઔ ક ખ ગ ઘ ચ છ જ ઝ ટ ઠ ડ ઢ ણ ત થ દ ધ ન પ ફ બ ભ મ ય ર લ વ શ સ હ અ આ ઇ ઈ ઉ ઊ: [327, 376, 630, 463]
- article-insurance-claims: [20, 327, 86, 535]
- article-headline: ફેસબુક પર જાહેરાત મૂકી બજાજ ફાઇનાન્સના કસ્ટમર્સ સાથે છેતરપિંડી કરતા ત્રણ ઇસમો ઝડપાયા: [27, 65, 313, 103]
- article-lead: સુરત : ચીખલીના પાર ગામના ખેડૂતોને જમીન સંપાદન માટે નોટિસ આપવામાં આવી હતી. ખેડૂતોમાં આ અંગે નારાજગી જોવા મળી હતી.: [91, 379, 145, 397]
- ad-email[interactable]: Email : 3plusagency@gmail.com: [467, 971, 565, 978]
- article-filler: અ આ ઇ ઈ ઉ ઊ એ ઐ ઓ ઔ ક ખ ગ ઘ ચ છ જ ઝ ટ ઠ ડ ઢ ણ ત થ દ ધ ન પ ફ બ ભ મ ય ર લ વ શ સ હ અ આ ઇ ઈ ઉ ઊ એ ઐ ઓ ઔ ક ખ ગ ઘ ચ છ જ ઝ ટ ઠ ડ ઢ ણ ત થ દ ધ ન પ ફ બ ભ મ ય ર લ વ શ સ હ અ આ ઇ ઈ ઉ ઊ એ ઐ ઓ ઔ ક ખ ગ ઘ ચ છ જ ઝ ટ ઠ ડ ઢ ણ ત થ દ ધ ન પ ફ બ ભ મ ય ર લ વ શ સ હ અ આ ઇ ઈ ઉ ઊ એ ઐ ઓ ઔ ક ખ ગ ઘ ચ છ જ ઝ ટ ઠ ડ ઢ ણ ત થ દ ધ ન પ ફ બ ભ મ ય ર લ વ શ સ હ અ આ ઇ ઈ ઉ ઊ એ ઐ ઓ ઔ ક ખ ગ ઘ ચ છ જ ઝ ટ ઠ ડ ઢ ણ ત થ દ ધ ન પ ફ બ ભ મ ય ર લ વ શ સ હ અ આ ઇ ઈ ઉ ઊ એ ઐ ઓ ઔ ક ખ ગ ઘ ચ છ જ ઝ ટ ઠ ડ ઢ ણ ત થ દ ધ ન પ ફ બ ભ મ ય ર લ વ શ સ હ અ આ ઇ ઈ ઉ ઊ એ ઐ ઓ ઔ ક ખ ગ ઘ ચ છ જ ઝ ટ ઠ ડ ઢ ણ ત થ દ ધ ન પ ફ બ ભ મ ય ર લ વ શ સ હ અ આ ઇ ઈ ઉ ઊ એ ઐ ઓ ઔ ક ખ ગ ઘ ચ છ જ ઝ ટ ઠ ડ ઢ ણ ત થ દ ધ ન પ ફ બ ભ મ ય ર લ વ શ સ હ અ આ ઇ ઈ ઉ ઊ એ ઐ ઓ ઔ ક ખ ગ ઘ ચ છ જ ઝ ટ ઠ ડ ઢ ણ ત થ દ ધ ન પ ફ બ ભ મ ય ર લ વ શ સ હ અ આ ઇ ઈ ઉ ઊ એ ઐ ઓ ઔ ક ખ ગ ઘ ચ છ જ ઝ ટ ઠ ડ ઢ ણ ત થ દ ધ ન પ ફ બ ભ મ ય ર લ વ શ સ હ અ આ ઇ ઈ ઉ ઊ એ ઐ ઓ ઔ ક ખ ગ ઘ ચ છ જ ઝ ટ ઠ ડ ઢ ણ ત થ દ ધ ન પ ફ બ ભ મ ય ર લ વ શ સ હ અ આ ઇ ઈ ઉ ઊ એ ઐ ઓ ઔ ક ખ ગ ઘ ચ છ જ ઝ ટ ઠ ડ ઢ ણ ત થ દ ધ ન પ ફ બ ભ મ ય ર લ વ શ સ હ અ આ ઇ ઈ ઉ ઊ એ ઐ ઓ ઔ ક ખ ગ ઘ ચ છ જ ઝ ટ ઠ ડ ઢ ણ ત થ દ ધ ન પ ફ બ ભ મ ય ર લ વ શ સ હ અ આ ઇ ઈ ઉ ઊ એ ઐ ઓ ઔ ક ખ ગ ઘ ચ છ જ ઝ ટ ઠ ડ ઢ ણ ત થ દ ધ ન પ ફ બ ભ મ ય ર લ વ શ સ હ અ આ ઇ ઈ ઉ ઊ એ ઐ ઓ ઔ ક ખ ગ ઘ ચ છ જ ઝ ટ ઠ ડ ઢ ણ ત થ દ ધ ન પ ફ બ ભ મ ય ર લ વ શ સ હ અ આ ઇ ઈ ઉ ઊ એ ઐ ઓ ઔ ક ખ ગ ઘ ચ છ જ ઝ ટ ઠ ડ ઢ ણ ત થ દ ધ ન પ ફ બ ભ મ ય ર લ વ શ સ હ અ આ ઇ ઈ ઉ ઊ એ ઐ ઓ ઔ ક ખ ગ ઘ ચ છ જ ઝ ટ ઠ ડ ઢ ણ ત થ દ ધ ન પ ફ બ ભ મ ય ર લ વ શ સ હ અ આ ઇ ઈ ઉ ઊ એ ઐ ઓ ઔ ક ખ ગ ઘ ચ છ જ ઝ ટ ઠ ડ ઢ ણ ત થ દ ધ ન પ ફ બ ભ મ ય ર લ વ શ સ હ અ આ ઇ ઈ ઉ ઊ એ ઐ ઓ ઔ ક ખ ગ ઘ ચ છ જ ઝ ટ ઠ ડ ઢ ણ ત થ દ ધ ન પ ફ બ ભ: [450, 724, 630, 816]
- printer-machine-image: [226, 869, 356, 939]
- article-lead: સુરત : ડિસઇન્ફેક્ટન્ટ ફક્ત ૬૦ સેકંડમાં કોરોનાવાયરસને નષ્ટ કરે છે તેવું સંશોધનમાં જણાયું હતું.: [80, 879, 138, 893]
- article-youth-pressure: [327, 668, 445, 822]
- article-lead: સુરત : લોકડાઉન બાદ બેકાર બનેલો મધ્યપ્રદેશનો યુવાન પોતાના વતનથી તમંચો વેચવા માટે લાવ્યો હતો. પોલીસે બાતમીના આધારે તેને ઝડપી પાડ્યો હતો.: [470, 110, 521, 133]
- article-body: [327, 508, 465, 664]
- article-headline: અંકલેશ્વરમાં ગ્રાહકોને લાખોના વિજળીલ મધાના રોષની લાગણી: [478, 472, 622, 494]
- article-facebook-fraud: [20, 62, 320, 325]
- ad-logo-text: 3+: [221, 952, 253, 976]
- article-body: [327, 110, 465, 325]
- article-headline: ચીખલીના પાર ગામના ખેડૂતોને જમીન સંપાદન કરવા નોટિસ: [91, 327, 320, 375]
- article-chikhli-notice: [91, 327, 320, 535]
- article-headline: ખાડી પુરાકાત વિસ્તારની મુલાકાત લેતા મ્યુનિ. કમિ. બંછાનિધિ પાની: [334, 471, 458, 487]
- article-khadi-overflow: [470, 572, 630, 678]
- article-lead: નવસારી : નવસારી જિલ્લામાં ત્રણ દિવસથી પૂરના પાણીમાં ફસાયેલા ત્રણ લોકોને બચાવ ટીમ દ્વારા સુરક્ષિત રીતે બહાર કાઢવામાં આવ્યા હતા.: [327, 110, 394, 128]
- article-body: [20, 614, 320, 818]
- page-label: પાના નં.: [24, 38, 55, 48]
- article-filler: અ આ ઇ ઈ ઉ ઊ એ ઐ ઓ ઔ ક ખ ગ ઘ ચ છ જ ઝ ટ ઠ ડ ઢ ણ ત થ દ ધ ન પ ફ બ ભ મ ય ર લ વ શ સ હ અ આ ઇ ઈ ઉ ઊ એ ઐ ઓ ઔ ક ખ ગ ઘ ચ છ જ ઝ ટ ઠ ડ ઢ ણ ત થ દ ધ ન પ ફ બ ભ મ ય ર લ વ શ સ હ અ આ ઇ ઈ ઉ ઊ એ ઐ ઓ ઔ ક ખ ગ ઘ ચ છ જ ઝ ટ ઠ ડ ઢ ણ ત થ દ ધ ન પ ફ બ ભ મ ય ર લ વ શ સ હ અ આ ઇ ઈ ઉ ઊ એ ઐ ઓ ઔ ક ખ ગ ઘ ચ છ જ ઝ ટ ઠ ડ ઢ ણ ત થ દ ધ ન પ ફ બ ભ મ ય ર લ વ શ સ હ અ આ ઇ ઈ ઉ ઊ એ ઐ ઓ ઔ ક ખ ગ ઘ ચ છ જ ઝ ટ ઠ ડ ઢ ણ ત થ દ ધ ન પ ફ બ ભ મ ય ર લ વ શ સ હ અ આ ઇ ઈ ઉ ઊ એ ઐ ઓ ઔ ક ખ ગ ઘ ચ છ જ ઝ ટ ઠ ડ ઢ ણ ત થ દ ધ ન પ ફ બ ભ મ ય ર લ વ શ સ હ અ આ ઇ ઈ ઉ ઊ એ ઐ ઓ ઔ ક ખ ગ ઘ ચ છ જ ઝ ટ ઠ ડ ઢ ણ ત થ દ ધ ન પ ફ બ ભ મ ય ર લ વ શ સ હ અ આ ઇ ઈ ઉ ઊ એ ઐ ઓ ઔ ક ખ ગ ઘ ચ છ જ ઝ ટ ઠ ડ ઢ ણ ત થ દ ધ ન પ ફ બ ભ મ ય ર લ વ શ સ હ અ આ ઇ ઈ ઉ ઊ એ ઐ ઓ ઔ ક ખ ગ ઘ ચ છ જ ઝ ટ ઠ ડ ઢ ણ ત થ દ ધ ન પ ફ બ ભ મ ય ર લ વ શ સ હ અ આ ઇ ઈ ઉ ઊ એ ઐ ઓ ઔ ક ખ ગ ઘ ચ છ જ ઝ ટ ઠ ડ ઢ ણ ત થ દ ધ ન પ ફ બ ભ મ ય ર લ વ શ સ હ અ આ ઇ ઈ ઉ ઊ એ ઐ ઓ ઔ ક ખ ગ ઘ ચ છ જ ઝ ટ ઠ ડ ઢ ણ ત થ દ ધ ન પ ફ બ ભ મ ય ર લ વ શ સ હ અ આ ઇ ઈ ઉ ઊ એ ઐ ઓ ઔ ક ખ ગ ઘ ચ છ જ ઝ ટ ઠ ડ ઢ ણ ત થ દ ધ ન પ ફ બ ભ મ ય ર લ વ શ સ હ અ આ ઇ ઈ ઉ ઊ એ ઐ ઓ ઔ ક ખ ગ ઘ ચ છ જ ઝ ટ ઠ ડ ઢ ણ ત થ દ ધ ન પ ફ બ ભ મ ય ર લ વ શ સ હ અ આ ઇ ઈ ઉ ઊ એ ઐ ઓ ઔ ક ખ ગ ઘ ચ છ જ ઝ ટ ઠ ડ ઢ ણ ત થ દ ધ ન પ ફ બ ભ મ ય ર લ વ શ સ હ અ આ ઇ ઈ ઉ ઊ એ ઐ ઓ ઔ ક ખ ગ ઘ ચ છ જ ઝ ટ ઠ ડ ઢ ણ ત થ દ ધ ન પ ફ બ ભ મ ય ર લ વ શ સ હ અ આ ઇ ઈ ઉ ઊ એ ઐ ઓ ઔ ક ખ ગ ઘ ચ છ જ ઝ ટ ઠ ડ ઢ ણ ત થ દ ધ ન પ ફ બ ભ મ ય ર લ વ શ સ હ અ આ ઇ ઈ ઉ ઊ એ ઐ ઓ ઔ ક ખ ગ ઘ ચ છ જ ઝ ટ ઠ ડ ઢ ણ ત થ દ ધ ન પ ફ બ ભ મ ય ર લ વ શ સ હ અ આ ઇ ઈ ઉ ઊ એ ઐ ઓ ઔ ક ખ ગ ઘ ચ છ જ ઝ ટ ઠ ડ ઢ ણ ત થ દ ધ ન પ ફ બ ભ મ ય ર લ વ શ સ હ અ આ ઇ ઈ ઉ ઊ એ ઐ ઓ ઔ ક ખ ગ ઘ ચ છ જ ઝ ટ ઠ ડ ઢ ણ ત થ દ ધ ન પ ફ બ ભ મ ય ર લ વ શ સ હ અ આ ઇ ઈ ઉ ઊ એ ઐ ઓ ઔ ક ખ ગ ઘ ચ છ જ ઝ ટ ઠ ડ ઢ ણ ત થ દ ધ ન પ ફ બ ભ મ ય ર લ વ શ સ હ અ આ ઇ ઈ ઉ ઊ એ ઐ ઓ ઔ ક ખ ગ ઘ ચ છ જ ઝ ટ ઠ ડ ઢ ણ ત થ દ ધ ન પ ફ બ ભ મ ય ર લ વ શ સ હ અ આ ઇ ઈ ઉ ઊ એ ઐ ઓ ઔ ક ખ ગ ઘ ચ છ જ ઝ ટ ઠ ડ ઢ ણ ત થ દ ધ ન પ ફ બ ભ મ ય ર લ વ શ સ હ અ આ ઇ ઈ ઉ ઊ એ ઐ ઓ ઔ ક ખ ગ ઘ ચ છ જ ઝ ટ ઠ ડ ઢ ણ ત થ દ ધ ન પ ફ બ ભ મ ય ર લ વ શ સ હ અ આ ઇ ઈ ઉ ઊ એ ઐ ઓ ઔ ક ખ ગ ઘ ચ છ જ ઝ ટ ઠ ડ ઢ ણ ત થ દ ધ ન પ ફ બ: [470, 110, 630, 239]
- article-lead: સુરત : શહેર અને જિલ્લામાં કોરોનાના નવા કેસ નોંધાયા હતા. સાત દર્દીઓના મોત થતા મૃત્યુઆંક ૭૪૭ થયો હતો, જ્યારે ૩૯૯ દર્દીઓને રજા આપવામાં આવી હતી.: [20, 614, 92, 632]
- ad-phone[interactable]: 80005 87252: [477, 861, 587, 879]
- article-navsari-flood: [327, 62, 465, 327]
- masthead-rule: [20, 56, 630, 58]
- article-lead: સુરત : વીમા કંપની દ્વારા અસરગ્રસ્ત વિસ્તારોમાં ક્લેઈમ વિતરણ કરવામાં આવ્યું હતું.: [20, 353, 86, 367]
- article-body: [470, 110, 630, 240]
- article-filler: અ આ ઇ ઈ ઉ ઊ એ ઐ ઓ ઔ ક ખ ગ ઘ ચ છ જ ઝ ટ ઠ ડ ઢ ણ ત થ દ ધ ન પ ફ બ ભ મ ય ર લ વ શ સ હ અ આ ઇ ઈ ઉ ઊ એ ઐ ઓ ઔ ક ખ ગ ઘ ચ છ જ ઝ ટ ઠ ડ ઢ ણ ત થ દ ધ ન પ ફ બ ભ મ ય ર લ વ શ સ હ અ આ ઇ ઈ ઉ ઊ એ ઐ ઓ ઔ ક ખ ગ ઘ ચ છ જ ઝ ટ ઠ ડ ઢ ણ ત થ દ ધ ન પ ફ બ ભ મ ય ર લ વ શ સ હ અ આ ઇ ઈ ઉ ઊ એ ઐ ઓ ઔ ક ખ ગ ઘ ચ છ જ ઝ ટ ઠ ડ ઢ ણ ત થ દ ધ ન પ ફ બ ભ મ ય ર લ વ શ સ હ અ આ ઇ ઈ ઉ ઊ એ ઐ ઓ ઔ ક ખ ગ ઘ ચ છ જ ઝ ટ ઠ ડ ઢ ણ ત થ દ ધ ન પ ફ બ ભ મ ય ર લ વ શ સ હ અ આ ઇ ઈ ઉ ઊ એ ઐ ઓ ઔ ક ખ ગ ઘ ચ છ જ ઝ ટ ઠ ડ ઢ ણ ત થ દ ધ ન પ ફ બ ભ મ ય ર લ વ શ સ હ અ આ ઇ ઈ ઉ ઊ એ ઐ ઓ ઔ ક ખ ગ ઘ ચ છ જ ઝ ટ ઠ ડ ઢ ણ ત થ દ ધ ન પ ફ બ ભ મ ય ર લ વ શ સ હ અ આ ઇ ઈ ઉ ઊ એ ઐ ઓ ઔ ક ખ ગ ઘ ચ છ જ ઝ ટ ઠ ડ ઢ ણ ત થ દ ધ ન પ ફ બ ભ મ ય ર લ વ શ સ હ અ આ ઇ ઈ ઉ ઊ એ ઐ ઓ ઔ ક ખ ગ ઘ ચ છ જ ઝ ટ ઠ ડ ઢ ણ ત થ દ ધ ન પ ફ બ ભ મ ય ર લ વ શ સ હ અ આ ઇ ઈ ઉ ઊ એ ઐ ઓ ઔ ક ખ ગ ઘ ચ છ જ ઝ ટ ઠ ડ ઢ ણ ત થ દ ધ ન પ ફ બ ભ મ ય ર લ વ શ સ હ અ આ ઇ ઈ ઉ ઊ એ ઐ ઓ ઔ ક ખ ગ ઘ ચ છ જ ઝ ટ ઠ ડ ઢ ણ ત થ દ ધ ન પ ફ બ ભ મ ય ર લ વ શ સ હ અ આ ઇ ઈ ઉ ઊ એ ઐ ઓ ઔ ક ખ ગ ઘ ચ છ જ ઝ ટ ઠ ડ ઢ ણ ત થ દ ધ ન પ ફ બ ભ મ ય ર લ વ શ સ હ અ આ ઇ ઈ ઉ ઊ એ ઐ ઓ ઔ ક ખ ગ ઘ ચ છ જ ઝ ટ ઠ ડ ઢ ણ ત થ દ ધ ન પ ફ બ ભ મ ય ર લ વ શ સ હ અ આ ઇ ઈ ઉ ઊ એ ઐ ઓ ઔ ક ખ ગ ઘ ચ છ જ ઝ ટ ઠ ડ ઢ ણ ત થ દ ધ ન પ ફ બ ભ મ ય ર લ વ શ સ હ અ આ ઇ ઈ ઉ ઊ એ ઐ ઓ ઔ ક ખ ગ ઘ ચ છ જ ઝ ટ ઠ ડ ઢ ણ ત થ દ ધ ન પ ફ બ ભ મ ય ર લ વ શ સ હ અ આ ઇ ઈ ઉ ઊ એ ઐ ઓ ઔ ક ખ ગ ઘ ચ છ જ ઝ ટ ઠ ડ ઢ ણ ત થ દ ધ ન પ ફ બ ભ મ ય ર લ વ શ સ હ અ આ ઇ ઈ ઉ ઊ એ ઐ ઓ ઔ ક ખ ગ ઘ ચ છ જ ઝ ટ ઠ ડ ઢ ણ ત થ દ ધ ન પ ફ બ ભ મ ય ર લ વ શ સ હ અ આ ઇ ઈ ઉ ઊ એ ઐ ઓ ઔ ક ખ ગ ઘ ચ છ જ ઝ ટ ઠ ડ ઢ ણ ત થ દ ધ ન પ ફ બ ભ મ ય ર લ વ શ સ હ અ આ ઇ ઈ ઉ ઊ એ ઐ ઓ ઔ ક ખ ગ ઘ ચ છ જ ઝ ટ ઠ ડ ઢ ણ ત થ દ ધ ન પ ફ બ ભ મ ય ર લ વ શ સ હ અ આ ઇ ઈ ઉ ઊ એ ઐ ઓ ઔ ક ખ ગ ઘ ચ છ જ ઝ ટ ઠ ડ ઢ ણ ત થ દ ધ ન પ ફ બ ભ મ ય ર લ વ શ સ હ અ આ ઇ ઈ ઉ ઊ એ ઐ ઓ ઔ ક ખ ગ ઘ ચ છ જ ઝ ટ ઠ ડ ઢ ણ ત થ દ ધ ન પ ફ બ ભ મ ય ર લ વ શ સ હ અ આ ઇ ઈ ઉ ઊ એ ઐ ઓ ઔ ક ખ ગ ઘ ચ છ જ ઝ ટ ઠ ડ ઢ ણ ત થ દ ધ ન પ ફ બ ભ મ ય ર લ વ શ સ હ અ આ ઇ ઈ ઉ ઊ એ ઐ ઓ ઔ ક ખ ગ ઘ ચ છ જ ઝ ટ ઠ ડ ઢ ણ ત થ દ ધ ન પ ફ બ ભ મ ય ર લ વ શ સ હ અ આ ઇ ઈ ઉ ઊ એ ઐ ઓ ઔ ક ખ ગ ઘ ચ છ જ ઝ ટ ઠ ડ ઢ ણ ત થ દ ધ ન પ ફ બ ભ મ ય ર લ વ શ સ હ અ આ ઇ ઈ ઉ ઊ એ ઐ ઓ ઔ ક ખ ગ ઘ ચ છ જ ઝ ટ ઠ ડ ઢ ણ ત થ દ ધ ન પ ફ બ ભ મ ય ર લ વ શ સ હ અ આ ઇ ઈ ઉ ઊ એ ઐ ઓ ઔ ક ખ ગ ઘ ચ છ જ ઝ ટ ઠ ડ ઢ ણ ત થ દ ધ ન પ ફ બ ભ મ ય ર લ વ શ સ હ અ આ ઇ ઈ ઉ ઊ એ ઐ ઓ ઔ ક ખ ગ ઘ ચ છ જ ઝ ટ ઠ ડ ઢ ણ ત થ દ ધ ન પ ફ બ ભ મ ય ર લ વ શ સ હ અ આ ઇ ઈ ઉ ઊ એ ઐ ઓ ઔ ક ખ ગ ઘ ચ છ જ ઝ ટ ઠ ડ ઢ ણ ત થ દ ધ ન પ ફ બ ભ મ ય ર લ વ શ સ હ અ આ ઇ ઈ ઉ ઊ એ ઐ ઓ ઔ ક ખ ગ ઘ ચ છ જ ઝ ટ ઠ ડ ઢ ણ ત થ દ ધ ન પ ફ બ ભ મ ય ર લ વ શ સ હ અ આ ઇ ઈ ઉ ઊ એ ઐ ઓ ઔ ક ખ ગ ઘ ચ છ જ ઝ ટ ઠ ડ ઢ ણ ત થ દ ધ ન પ ફ બ ભ મ ય ર લ વ શ સ હ અ આ ઇ ઈ ઉ ઊ એ ઐ ઓ ઔ ક ખ ગ ઘ ચ છ જ ઝ ટ ઠ ડ ઢ ણ ત થ દ ધ ન પ ફ બ ભ મ ય ર લ વ શ સ હ અ આ ઇ ઈ ઉ ઊ એ ઐ ઓ ઔ ક ખ ગ ઘ ચ છ જ ઝ ટ ઠ ડ ઢ ણ ત થ દ ધ ન પ ફ બ ભ મ ય ર લ વ શ સ હ અ આ ઇ ઈ ઉ ઊ એ ઐ ઓ ઔ ક ખ ગ ઘ ચ છ જ ઝ ટ ઠ ડ ઢ ણ ત થ દ ધ ન પ ફ બ ભ મ ય ર લ વ શ સ હ અ આ ઇ ઈ ઉ ઊ એ ઐ ઓ ઔ ક ખ ગ ઘ ચ છ જ ઝ ટ ઠ ડ ઢ ણ ત થ દ ધ ન પ ફ બ ભ મ ય ર લ વ શ સ હ અ આ ઇ ઈ ઉ ઊ એ ઐ ઓ ઔ ક ખ ગ ઘ ચ છ જ ઝ ટ ઠ ડ ઢ ણ ત થ દ ધ ન પ ફ બ ભ મ ય ર લ વ શ સ હ અ આ ઇ ઈ ઉ ઊ એ ઐ ઓ ઔ ક ખ ગ ઘ ચ છ જ ઝ ટ ઠ ડ ઢ ણ ત થ દ ધ ન પ ફ બ ભ મ ય ર લ વ શ સ હ અ આ ઇ ઈ ઉ ઊ એ ઐ ઓ ઔ ક ખ ગ ઘ ચ છ જ ઝ ટ ઠ ડ ઢ ણ ત થ દ ધ ન પ ફ બ ભ મ ય ર લ વ શ સ હ અ આ ઇ ઈ ઉ ઊ એ ઐ ઓ ઔ ક ખ ગ ઘ ચ છ જ ઝ ટ ઠ ડ ઢ ણ ત થ દ ધ ન પ ફ બ ભ મ ય ર લ વ શ સ હ અ આ ઇ ઈ ઉ ઊ એ ઐ ઓ ઔ ક ખ ગ ઘ ચ છ જ ઝ ટ ઠ ડ ઢ ણ ત થ દ ધ ન પ ફ બ ભ મ ય ર લ વ શ સ હ અ આ ઇ ઈ ઉ ઊ એ ઐ ઓ ઔ ક ખ ગ ઘ ચ છ જ ઝ ટ ઠ ડ ઢ ણ ત થ દ ધ ન પ ફ બ ભ મ ય ર લ વ શ સ હ અ આ ઇ ઈ ઉ ઊ એ ઐ ઓ ઔ ક ખ ગ ઘ ચ છ જ ઝ ટ ઠ ડ ઢ ણ ત થ દ ધ ન પ ફ બ ભ મ ય ર લ વ શ સ હ અ આ ઇ ઈ ઉ ઊ એ ઐ ઓ ઔ ક ખ ગ ઘ ચ છ જ ઝ ટ ઠ ડ ઢ ણ ત થ દ ધ ન પ ફ બ ભ મ ય ર લ વ શ સ હ અ આ ઇ ઈ ઉ ઊ એ ઐ ઓ ઔ ક ખ ગ ઘ ચ છ જ ઝ ટ ઠ ડ ઢ ણ ત થ દ ધ ન પ ફ બ ભ મ ય ર લ વ શ સ હ અ આ ઇ ઈ ઉ ઊ એ ઐ ઓ ઔ ક ખ ગ ઘ ચ છ જ ઝ ટ ઠ ડ ઢ ણ ત થ દ ધ ન પ ફ બ ભ મ ય ર લ વ શ સ હ અ આ ઇ ઈ ઉ ઊ એ ઐ ઓ ઔ ક ખ ગ ઘ ચ છ જ ઝ ટ ઠ ડ ઢ ણ ત થ દ ધ ન પ ફ બ ભ મ ય ર લ વ શ સ હ અ આ ઇ ઈ ઉ ઊ એ ઐ ઓ ઔ ક ખ ગ ઘ ચ છ જ ઝ ટ ઠ ડ ઢ ણ ત થ દ ધ ન પ ફ બ ભ મ ય ર લ વ શ સ હ અ આ ઇ ઈ ઉ ઊ એ ઐ ઓ ઔ ક ખ ગ ઘ ચ છ જ ઝ ટ ઠ ડ ઢ ણ ત થ દ ધ ન પ ફ બ ભ મ ય ર લ વ શ સ હ અ આ ઇ ઈ ઉ ઊ એ ઐ ઓ ઔ ક ખ ગ ઘ ચ છ જ ઝ ટ ઠ ડ ઢ ણ ત થ દ ધ ન પ ફ બ ભ મ ય ર લ વ શ સ હ અ આ ઇ ઈ ઉ ઊ એ ઐ ઓ ઔ ક ખ ગ ઘ ચ છ જ ઝ ટ ઠ ડ ઢ ણ ત થ દ ધ ન પ ફ બ ભ મ ય ર લ વ શ સ હ અ આ ઇ ઈ ઉ ઊ એ ઐ ઓ ઔ ક ખ ગ ઘ ચ છ જ ઝ ટ ઠ ડ ઢ ણ ત થ દ ધ ન પ ફ બ ભ મ ય ર લ વ શ સ હ અ આ ઇ ઈ ઉ ઊ એ ઐ ઓ ઔ ક ખ ગ ઘ ચ છ જ ઝ ટ ઠ ડ ઢ ણ ત થ દ ધ ન પ ફ બ ભ મ ય ર લ વ શ સ હ અ આ ઇ ઈ ઉ ઊ એ ઐ ઓ ઔ ક ખ ગ ઘ ચ છ જ ઝ ટ ઠ ડ ઢ ણ ત થ દ ધ ન પ ફ બ ભ મ ય ર લ વ શ સ હ અ આ ઇ ઈ ઉ ઊ એ ઐ ઓ ઔ ક ખ ગ ઘ ચ છ જ ઝ ટ ઠ ડ ઢ ણ ત થ દ ધ ન પ ફ બ ભ મ ય ર લ વ શ સ હ અ આ ઇ ઈ ઉ ઊ એ ઐ ઓ ઔ ક ખ ગ ઘ ચ છ જ ઝ ટ ઠ ડ ઢ ણ ત થ દ ધ ન પ ફ બ ભ મ ય ર લ વ શ સ હ અ આ ઇ ઈ ઉ ઊ એ ઐ ઓ ઔ ક ખ ગ ઘ ચ છ જ ઝ ટ ઠ ડ ઢ ણ ત થ દ ધ ન પ ફ બ ભ મ ય ર લ વ શ સ હ અ આ ઇ ઈ ઉ ઊ એ ઐ ઓ ઔ ક ખ ગ ઘ ચ છ જ ઝ ટ ઠ ડ ઢ ણ ત થ દ ધ ન પ ફ બ ભ મ ય ર લ વ શ સ હ અ આ ઇ ઈ ઉ ઊ એ ઐ ઓ ઔ ક ખ ગ ઘ ચ છ જ ઝ ટ ઠ ડ ઢ ણ ત થ દ ધ ન પ ફ બ ભ મ ય ર લ વ શ સ હ અ આ ઇ ઈ ઉ ઊ એ ઐ ઓ ઔ ક ખ ગ ઘ ચ છ જ ઝ ટ ઠ ડ ઢ ણ ત થ દ ધ ન પ ફ બ ભ મ ય ર લ વ શ સ હ અ આ ઇ ઈ ઉ ઊ એ ઐ ઓ ઔ ક ખ ગ ઘ ચ છ જ ઝ ટ ઠ ડ ઢ ણ ત થ દ ધ ન પ ફ બ ભ મ ય ર લ વ શ સ હ અ આ ઇ ઈ ઉ ઊ એ ઐ ઓ ઔ ક ખ ગ ઘ ચ છ જ ઝ ટ ઠ ડ ઢ ણ ત થ દ ધ ન પ ફ બ ભ મ ય ર લ વ શ સ હ: [20, 118, 320, 292]
- article-body: [327, 376, 630, 466]
